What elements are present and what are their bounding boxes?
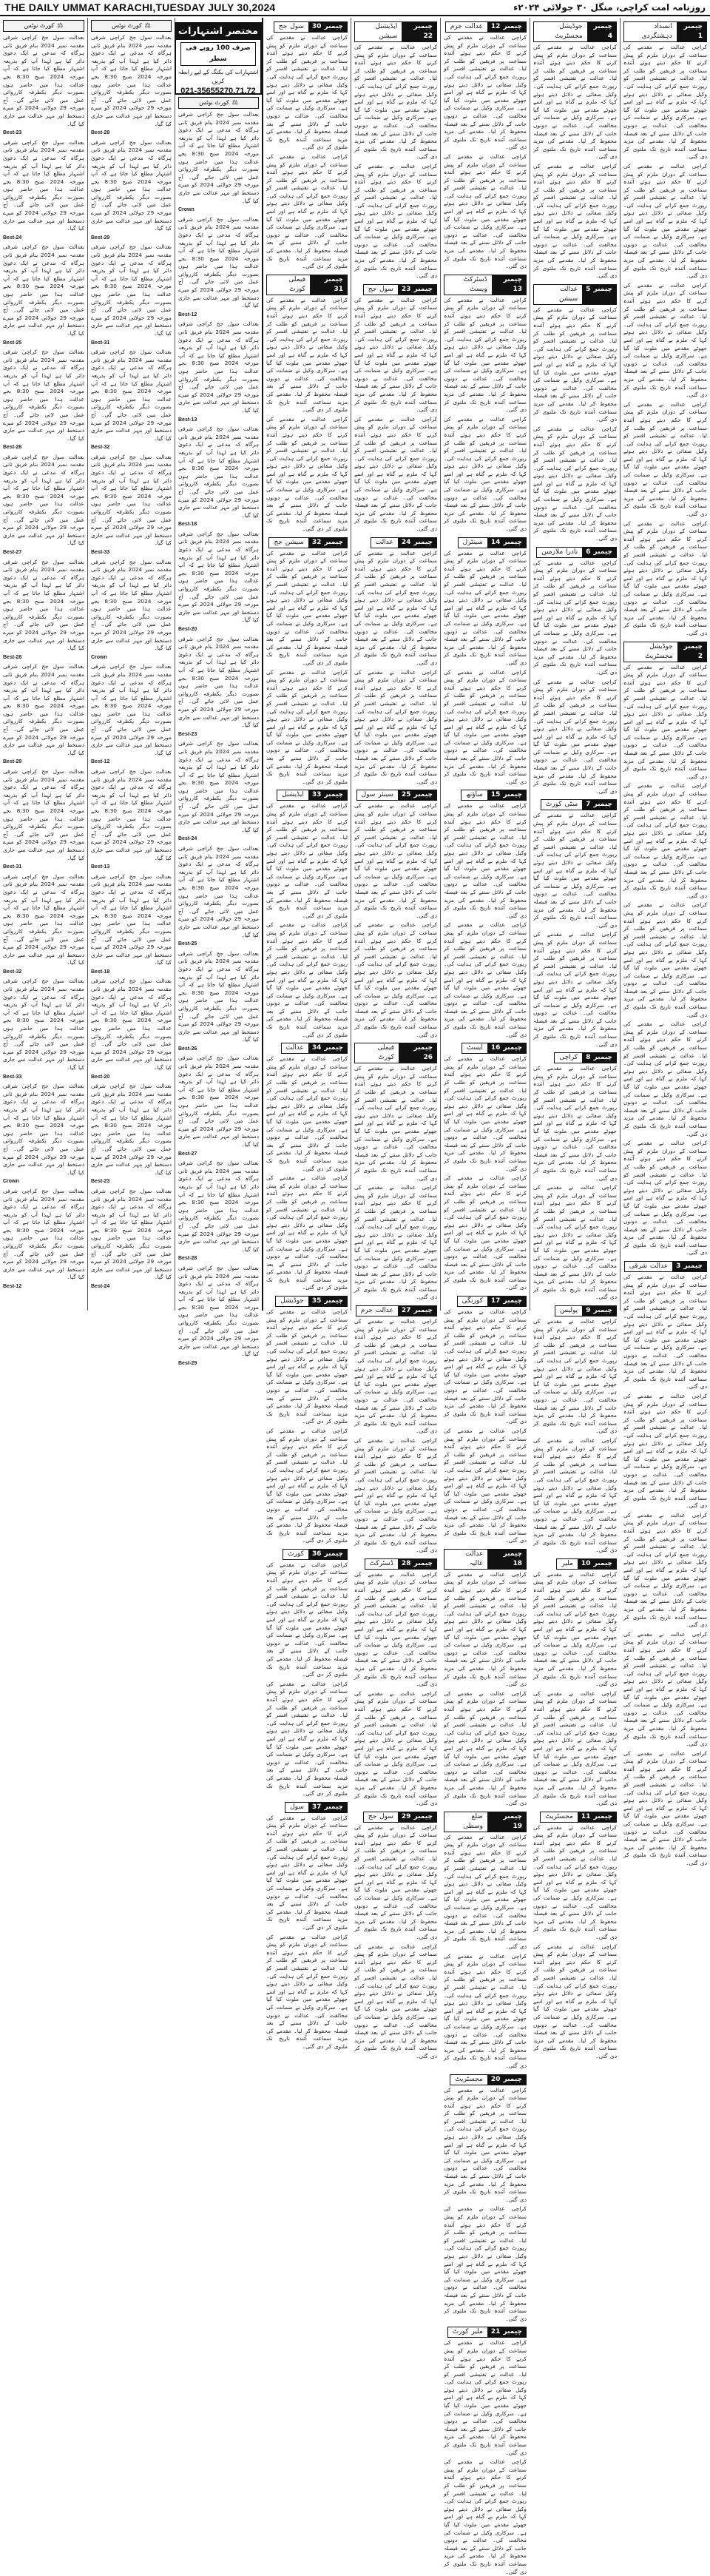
court-notice: بعدالت سول جج کراچی شرقی مقدمہ نمبر 2024 بنام فریق ثانی ہرگاہ کہ مدعی نے ایک دعویٰ دائر کیا ہے لہذا آپ کو بذریعہ اشتہار مطلع کیا جاتا ہے کہ آپ مورخہ 2024 صبح 8:30 بجے عدالت ہذا میں حاضر ہوں بصورت دیگر یکطرفہ کارروائی عمل میں لائی جائے گی۔ آج مورخہ 29 جولائی 2024 کو میرے دستخط اور مہر عدالت سے جاری کیا گیا۔ (91, 663, 172, 756)
chamber-number: چیمبر 30 (308, 22, 347, 32)
court-notice: بعدالت سول جج کراچی شرقی مقدمہ نمبر 2024 بنام فریق ثانی ہرگاہ کہ مدعی نے ایک دعویٰ دائر کیا ہے لہذا آپ کو بذریعہ اشتہار مطلع کیا جاتا ہے کہ آپ مورخہ 2024 صبح 8:30 بجے عدالت ہذا میں حاضر ہوں بصورت دیگر یکطرفہ کارروائی عمل میں لائی جائے گی۔ آج مورخہ 29 جولائی 2024 کو میرے دستخط اور مہر عدالت سے جاری کیا گیا۔ (91, 138, 172, 232)
chamber-title: سول جج (364, 285, 398, 295)
chamber-heading (444, 1549, 527, 1570)
chamber-title: ساؤتھ (462, 790, 487, 800)
chamber-title: انسداد دہشتگردی (624, 22, 677, 41)
gavel-icon: ⚖ (57, 22, 64, 30)
news-text (444, 19, 527, 2575)
article-paragraph: کراچی عدالت نے مقدمے کی سماعت کے دوران ملزم کو پیش کرنے کا حکم دیتے ہوئے آئندہ سماعت پر فریقین کو طلب کر لیا۔ عدالت نے تفتیشی افسر کو رپورٹ جمع کرانے کی ہدایت کی۔ وکیل صفائی نے دلائل دیتے ہوئے کہا کہ ملزم بے گناہ ہے اور اسے جھوٹے مقدمے میں ملوث کیا گیا ہے۔ سرکاری وکیل نے ضمانت کی مخالفت کی۔ عدالت نے دونوں جانب کے دلائل سننے کے بعد فیصلہ محفوظ کر لیا۔ مقدمے کی مزید سماعت آئندہ تاریخ تک ملتوی کر دی گئی۔ (623, 1511, 707, 1629)
chamber-heading (266, 275, 348, 295)
notice-code: Best-23 (178, 731, 197, 737)
notice-code: Best-13 (178, 417, 197, 423)
article-paragraph: کراچی عدالت نے مقدمے کی سماعت کے دوران ملزم کو پیش کرنے کا حکم دیتے ہوئے آئندہ سماعت پر فریقین کو طلب کر لیا۔ عدالت نے تفتیشی افسر کو رپورٹ جمع کرانے کی ہدایت کی۔ وکیل صفائی نے دلائل دیتے ہوئے کہا کہ ملزم بے گناہ ہے اور اسے جھوٹے مقدمے میں ملوث کیا گیا ہے۔ سرکاری وکیل نے ضمانت کی مخالفت کی۔ عدالت نے دونوں جانب کے دلائل سننے کے بعد فیصلہ محفوظ کر لیا۔ مقدمے کی مزید سماعت آئندہ تاریخ تک ملتوی کر دی گئی۔ (444, 1308, 527, 1425)
court-notice: بعدالت سول جج کراچی شرقی مقدمہ نمبر 2024 بنام فریق ثانی ہرگاہ کہ مدعی نے ایک دعویٰ دائر کیا ہے لہذا آپ کو بذریعہ اشتہار مطلع کیا جاتا ہے کہ آپ مورخہ 2024 صبح 8:30 بجے عدالت ہذا میں حاضر ہوں بصورت دیگر یکطرفہ کارروائی عمل میں لائی جائے گی۔ آج مورخہ 29 جولائی 2024 کو میرے دستخط اور مہر عدالت سے جاری کیا گیا۔ (91, 453, 172, 547)
court-notice: بعدالت سول جج کراچی شرقی مقدمہ نمبر 2024 بنام فریق ثانی ہرگاہ کہ مدعی نے ایک دعویٰ دائر کیا ہے لہذا آپ کو بذریعہ اشتہار مطلع کیا جاتا ہے کہ آپ مورخہ 2024 صبح 8:30 بجے عدالت ہذا میں حاضر ہوں بصورت دیگر یکطرفہ کارروائی عمل میں لائی جائے گی۔ آج مورخہ 29 جولائی 2024 کو میرے دستخط اور مہر عدالت سے جاری کیا گیا۔ (91, 872, 172, 966)
chamber-title: عدالت (371, 538, 398, 548)
court-notice: بعدالت سول جج کراچی شرقی مقدمہ نمبر 2024 بنام فریق ثانی ہرگاہ کہ مدعی نے ایک دعویٰ دائر کیا ہے لہذا آپ کو بذریعہ اشتہار مطلع کیا جاتا ہے کہ آپ مورخہ 2024 صبح 8:30 بجے عدالت ہذا میں حاضر ہوں بصورت دیگر یکطرفہ کارروائی عمل میں لائی جائے گی۔ آج مورخہ 29 جولائی 2024 کو میرے دستخط اور مہر عدالت سے جاری کیا گیا۔ (3, 243, 84, 337)
article-paragraph: کراچی عدالت نے مقدمے کی سماعت کے دوران ملزم کو پیش کرنے کا حکم دیتے ہوئے آئندہ سماعت پر فریقین کو طلب کر لیا۔ عدالت نے تفتیشی افسر کو رپورٹ جمع کرانے کی ہدایت کی۔ وکیل صفائی نے دلائل دیتے ہوئے کہا کہ ملزم بے گناہ ہے اور اسے جھوٹے مقدمے میں ملوث کیا گیا ہے۔ سرکاری وکیل نے ضمانت کی مخالفت کی۔ عدالت نے دونوں جانب کے دلائل سننے کے بعد فیصلہ محفوظ کر لیا۔ مقدمے کی مزید سماعت آئندہ تاریخ تک ملتوی کر دی گئی۔ (533, 1318, 617, 1435)
court-notice: بعدالت سول جج کراچی شرقی مقدمہ نمبر 2024 بنام فریق ثانی ہرگاہ کہ مدعی نے ایک دعویٰ دائر کیا ہے لہذا آپ کو بذریعہ اشتہار مطلع کیا جاتا ہے کہ آپ مورخہ 2024 صبح 8:30 بجے عدالت ہذا میں حاضر ہوں بصورت دیگر یکطرفہ کارروائی عمل میں لائی جائے گی۔ آج مورخہ 29 جولائی 2024 کو میرے دستخط اور مہر عدالت سے جاری کیا گیا۔ (178, 426, 260, 519)
court-notice: بعدالت سول جج کراچی شرقی مقدمہ نمبر 2024 بنام فریق ثانی ہرگاہ کہ مدعی نے ایک دعویٰ دائر کیا ہے لہذا آپ کو بذریعہ اشتہار مطلع کیا جاتا ہے کہ آپ مورخہ 2024 صبح 8:30 بجے عدالت ہذا میں حاضر ہوں بصورت دیگر یکطرفہ کارروائی عمل میں لائی جائے گی۔ آج مورخہ 29 جولائی 2024 کو میرے دستخط اور مہر عدالت سے جاری کیا گیا۔ (91, 558, 172, 652)
article-paragraph: کراچی عدالت نے مقدمے کی سماعت کے دوران ملزم کو پیش کرنے کا حکم دیتے ہوئے آئندہ سماعت پر فریقین کو طلب کر لیا۔ عدالت نے تفتیشی افسر کو رپورٹ جمع کرانے کی ہدایت کی۔ وکیل صفائی نے دلائل دیتے ہوئے کہا کہ ملزم بے گناہ ہے اور اسے جھوٹے مقدمے میں ملوث کیا گیا ہے۔ سرکاری وکیل نے ضمانت کی مخالفت کی۔ عدالت نے دونوں جانب کے دلائل سننے کے بعد فیصلہ محفوظ کر لیا۔ مقدمے کی مزید سماعت آئندہ تاریخ تک ملتوی کر دی گئی۔ (444, 2086, 527, 2203)
notice-code: Best-27 (178, 1151, 197, 1157)
chamber-title: فیملی کورٹ (267, 275, 310, 295)
article-paragraph: کراچی عدالت نے مقدمے کی سماعت کے دوران ملزم کو پیش کرنے کا حکم دیتے ہوئے آئندہ سماعت پر فریقین کو طلب کر لیا۔ عدالت نے تفتیشی افسر کو رپورٹ جمع کرانے کی ہدایت کی۔ وکیل صفائی نے دلائل دیتے ہوئے کہا کہ ملزم بے گناہ ہے اور اسے جھوٹے مقدمے میں ملوث کیا گیا ہے۔ سرکاری وکیل نے ضمانت کی مخالفت کی۔ عدالت نے دونوں جانب کے دلائل سننے کے بعد فیصلہ محفوظ کر لیا۔ مقدمے کی مزید سماعت آئندہ تاریخ تک ملتوی کر دی گئی۔ (266, 1308, 348, 1425)
court-notice: بعدالت سول جج کراچی شرقی مقدمہ نمبر 2024 بنام فریق ثانی ہرگاہ کہ مدعی نے ایک دعویٰ دائر کیا ہے لہذا آپ کو بذریعہ اشتہار مطلع کیا جاتا ہے کہ آپ مورخہ 2024 صبح 8:30 بجے عدالت ہذا میں حاضر ہوں بصورت دیگر یکطرفہ کارروائی عمل میں لائی جائے گی۔ آج مورخہ 29 جولائی 2024 کو میرے دستخط اور مہر عدالت سے جاری کیا گیا۔ (3, 34, 84, 127)
classified-ad-box (175, 22, 262, 95)
article-paragraph: کراچی عدالت نے مقدمے کی سماعت کے دوران ملزم کو پیش کرنے کا حکم دیتے ہوئے آئندہ سماعت پر فریقین کو طلب کر لیا۔ عدالت نے تفتیشی افسر کو رپورٹ جمع کرانے کی ہدایت کی۔ وکیل صفائی نے دلائل دیتے ہوئے کہا کہ ملزم بے گناہ ہے اور اسے جھوٹے مقدمے میں ملوث کیا گیا ہے۔ سرکاری وکیل نے ضمانت کی مخالفت کی۔ عدالت نے دونوں جانب کے دلائل سننے کے بعد فیصلہ محفوظ کر لیا۔ مقدمے کی مزید سماعت آئندہ تاریخ تک ملتوی کر دی گئی۔ (266, 549, 348, 666)
article-paragraph: کراچی عدالت نے مقدمے کی سماعت کے دوران ملزم کو پیش کرنے کا حکم دیتے ہوئے آئندہ سماعت پر فریقین کو طلب کر لیا۔ عدالت نے تفتیشی افسر کو رپورٹ جمع کرانے کی ہدایت کی۔ وکیل صفائی نے دلائل دیتے ہوئے کہا کہ ملزم بے گناہ ہے اور اسے جھوٹے مقدمے میں ملوث کیا گیا ہے۔ سرکاری وکیل نے ضمانت کی مخالفت کی۔ عدالت نے دونوں جانب کے دلائل سننے کے بعد فیصلہ محفوظ کر لیا۔ مقدمے کی مزید سماعت آئندہ تاریخ تک ملتوی کر دی گئی۔ (354, 1823, 437, 1940)
notice-code: Best-13 (91, 864, 110, 870)
article-paragraph: کراچی عدالت نے مقدمے کی سماعت کے دوران ملزم کو پیش کرنے کا حکم دیتے ہوئے آئندہ سماعت پر فریقین کو طلب کر لیا۔ عدالت نے تفتیشی افسر کو رپورٹ جمع کرانے کی ہدایت کی۔ وکیل صفائی نے دلائل دیتے ہوئے کہا کہ ملزم بے گناہ ہے اور اسے جھوٹے مقدمے میں ملوث کیا گیا ہے۔ سرکاری وکیل نے ضمانت کی مخالفت کی۔ عدالت نے دونوں جانب کے دلائل سننے کے بعد فیصلہ محفوظ کر لیا۔ مقدمے کی مزید سماعت آئندہ تاریخ تک ملتوی کر دی گئی۔ (266, 1933, 348, 2050)
chamber-heading (457, 1296, 527, 1307)
notice-column-2 (87, 18, 175, 1311)
court-notice-header: ⚖کورٹ نوٹس (178, 97, 259, 109)
chamber-title: سینٹرل (459, 538, 487, 548)
article-paragraph: کراچی عدالت نے مقدمے کی سماعت کے دوران ملزم کو پیش کرنے کا حکم دیتے ہوئے آئندہ سماعت پر فریقین کو طلب کر لیا۔ عدالت نے تفتیشی افسر کو رپورٹ جمع کرانے کی ہدایت کی۔ وکیل صفائی نے دلائل دیتے ہوئے کہا کہ ملزم بے گناہ ہے اور اسے جھوٹے مقدمے میں ملوث کیا گیا ہے۔ سرکاری وکیل نے ضمانت کی مخالفت کی۔ عدالت نے دونوں جانب کے دلائل سننے کے بعد فیصلہ محفوظ کر لیا۔ مقدمے کی مزید سماعت آئندہ تاریخ تک ملتوی کر دی گئی۔ (533, 1065, 617, 1182)
notice-code: Best-20 (178, 627, 197, 632)
notice-code: Best-32 (91, 445, 110, 451)
notice-code: Best-20 (91, 1074, 110, 1080)
chamber-title: سول جج (274, 22, 308, 32)
chamber-number: چیمبر 22 (402, 22, 436, 41)
news-text (623, 19, 707, 1866)
chamber-heading (458, 537, 527, 548)
chamber-number: چیمبر 15 (487, 790, 526, 800)
article-paragraph: کراچی عدالت نے مقدمے کی سماعت کے دوران ملزم کو پیش کرنے کا حکم دیتے ہوئے آئندہ سماعت پر فریقین کو طلب کر لیا۔ عدالت نے تفتیشی افسر کو رپورٹ جمع کرانے کی ہدایت کی۔ وکیل صفائی نے دلائل دیتے ہوئے کہا کہ ملزم بے گناہ ہے اور اسے جھوٹے مقدمے میں ملوث کیا گیا ہے۔ سرکاری وکیل نے ضمانت کی مخالفت کی۔ عدالت نے دونوں جانب کے دلائل سننے کے بعد فیصلہ محفوظ کر لیا۔ مقدمے کی مزید سماعت آئندہ تاریخ تک ملتوی کر دی گئی۔ (354, 1184, 437, 1301)
newspaper-page (0, 18, 710, 2575)
chamber-number: چیمبر 21 (487, 2327, 526, 2337)
classified-ad-rate: صرف 100 روپے فی سطر (180, 42, 256, 66)
court-notice: بعدالت سول جج کراچی شرقی مقدمہ نمبر 2024 بنام فریق ثانی ہرگاہ کہ مدعی نے ایک دعویٰ دائر کیا ہے لہذا آپ کو بذریعہ اشتہار مطلع کیا جاتا ہے کہ آپ مورخہ 2024 صبح 8:30 بجے عدالت ہذا میں حاضر ہوں بصورت دیگر یکطرفہ کارروائی عمل میں لائی جائے گی۔ آج مورخہ 29 جولائی 2024 کو میرے دستخط اور مہر عدالت سے جاری کیا گیا۔ (3, 872, 84, 966)
classified-ad-phone: 021-35655270,71,72 (180, 87, 256, 95)
article-paragraph: کراچی عدالت نے مقدمے کی سماعت کے دوران ملزم کو پیش کرنے کا حکم دیتے ہوئے آئندہ سماعت پر فریقین کو طلب کر لیا۔ عدالت نے تفتیشی افسر کو رپورٹ جمع کرانے کی ہدایت کی۔ وکیل صفائی نے دلائل دیتے ہوئے کہا کہ ملزم بے گناہ ہے اور اسے جھوٹے مقدمے میں ملوث کیا گیا ہے۔ سرکاری وکیل نے ضمانت کی مخالفت کی۔ عدالت نے دونوں جانب کے دلائل سننے کے بعد فیصلہ محفوظ کر لیا۔ مقدمے کی مزید سماعت آئندہ تاریخ تک ملتوی کر دی گئی۔ (354, 668, 437, 785)
notice-code: Best-27 (3, 550, 22, 555)
court-notice: بعدالت سول جج کراچی شرقی مقدمہ نمبر 2024 بنام فریق ثانی ہرگاہ کہ مدعی نے ایک دعویٰ دائر کیا ہے لہذا آپ کو بذریعہ اشتہار مطلع کیا جاتا ہے کہ آپ مورخہ 2024 صبح 8:30 بجے عدالت ہذا میں حاضر ہوں بصورت دیگر یکطرفہ کارروائی عمل میں لائی جائے گی۔ آج مورخہ 29 جولائی 2024 کو میرے دستخط اور مہر عدالت سے جاری کیا گیا۔ (178, 1160, 260, 1253)
court-notice-header: ⚖کورٹ نوٹس (91, 20, 172, 32)
court-notice: بعدالت سول جج کراچی شرقی مقدمہ نمبر 2024 بنام فریق ثانی ہرگاہ کہ مدعی نے ایک دعویٰ دائر کیا ہے لہذا آپ کو بذریعہ اشتہار مطلع کیا جاتا ہے کہ آپ مورخہ 2024 صبح 8:30 بجے عدالت ہذا میں حاضر ہوں بصورت دیگر یکطرفہ کارروائی عمل میں لائی جائے گی۔ آج مورخہ 29 جولائی 2024 کو میرے دستخط اور مہر عدالت سے جاری کیا گیا۔ (91, 1187, 172, 1281)
court-notice: بعدالت سول جج کراچی شرقی مقدمہ نمبر 2024 بنام فریق ثانی ہرگاہ کہ مدعی نے ایک دعویٰ دائر کیا ہے لہذا آپ کو بذریعہ اشتہار مطلع کیا جاتا ہے کہ آپ مورخہ 2024 صبح 8:30 بجے عدالت ہذا میں حاضر ہوں بصورت دیگر یکطرفہ کارروائی عمل میں لائی جائے گی۔ آج مورخہ 29 جولائی 2024 کو میرے دستخط اور مہر عدالت سے جاری کیا گیا۔ (91, 768, 172, 861)
article-paragraph: کراچی عدالت نے مقدمے کی سماعت کے دوران ملزم کو پیش کرنے کا حکم دیتے ہوئے آئندہ سماعت پر فریقین کو طلب کر لیا۔ عدالت نے تفتیشی افسر کو رپورٹ جمع کرانے کی ہدایت کی۔ وکیل صفائی نے دلائل دیتے ہوئے کہا کہ ملزم بے گناہ ہے اور اسے جھوٹے مقدمے میں ملوث کیا گیا ہے۔ سرکاری وکیل نے ضمانت کی مخالفت کی۔ عدالت نے دونوں جانب کے دلائل سننے کے بعد فیصلہ محفوظ کر لیا۔ مقدمے کی مزید سماعت آئندہ تاریخ تک ملتوی کر دی گئی۔ (623, 663, 707, 780)
chamber-heading (533, 284, 617, 305)
article-paragraph: کراچی عدالت نے مقدمے کی سماعت کے دوران ملزم کو پیش کرنے کا حکم دیتے ہوئے آئندہ سماعت پر فریقین کو طلب کر لیا۔ عدالت نے تفتیشی افسر کو رپورٹ جمع کرانے کی ہدایت کی۔ وکیل صفائی نے دلائل دیتے ہوئے کہا کہ ملزم بے گناہ ہے اور اسے جھوٹے مقدمے میں ملوث کیا گیا ہے۔ سرکاری وکیل نے ضمانت کی مخالفت کی۔ عدالت نے دونوں جانب کے دلائل سننے کے بعد فیصلہ محفوظ کر لیا۔ مقدمے کی مزید سماعت آئندہ تاریخ تک ملتوی کر دی گئی۔ (623, 1140, 707, 1257)
article-paragraph: کراچی عدالت نے مقدمے کی سماعت کے دوران ملزم کو پیش کرنے کا حکم دیتے ہوئے آئندہ سماعت پر فریقین کو طلب کر لیا۔ عدالت نے تفتیشی افسر کو رپورٹ جمع کرانے کی ہدایت کی۔ وکیل صفائی نے دلائل دیتے ہوئے کہا کہ ملزم بے گناہ ہے اور اسے جھوٹے مقدمے میں ملوث کیا گیا ہے۔ سرکاری وکیل نے ضمانت کی مخالفت کی۔ عدالت نے دونوں جانب کے دلائل سننے کے بعد فیصلہ محفوظ کر لیا۔ مقدمے کی مزید سماعت آئندہ تاریخ تک ملتوی کر دی گئی۔ (354, 1318, 437, 1435)
chamber-title: ملیر کورٹ (448, 2327, 487, 2337)
chamber-heading (285, 1802, 348, 1813)
notice-code: Best-32 (3, 969, 22, 975)
notice-text (178, 111, 259, 1401)
article-paragraph: کراچی عدالت نے مقدمے کی سماعت کے دوران ملزم کو پیش کرنے کا حکم دیتے ہوئے آئندہ سماعت پر فریقین کو طلب کر لیا۔ عدالت نے تفتیشی افسر کو رپورٹ جمع کرانے کی ہدایت کی۔ وکیل صفائی نے دلائل دیتے ہوئے کہا کہ ملزم بے گناہ ہے اور اسے جھوٹے مقدمے میں ملوث کیا گیا ہے۔ سرکاری وکیل نے ضمانت کی مخالفت کی۔ عدالت نے دونوں جانب کے دلائل سننے کے بعد فیصلہ محفوظ کر لیا۔ مقدمے کی مزید سماعت آئندہ تاریخ تک ملتوی کر دی گئی۔ (354, 802, 437, 919)
court-notice: بعدالت سول جج کراچی شرقی مقدمہ نمبر 2024 بنام فریق ثانی ہرگاہ کہ مدعی نے ایک دعویٰ دائر کیا ہے لہذا آپ کو بذریعہ اشتہار مطلع کیا جاتا ہے کہ آپ مورخہ 2024 صبح 8:30 بجے عدالت ہذا میں حاضر ہوں بصورت دیگر یکطرفہ کارروائی عمل میں لائی جائے گی۔ آج مورخہ 29 جولائی 2024 کو میرے دستخط اور مہر عدالت سے جاری کیا گیا۔ (178, 845, 260, 938)
article-paragraph: کراچی عدالت نے مقدمے کی سماعت کے دوران ملزم کو پیش کرنے کا حکم دیتے ہوئے آئندہ سماعت پر فریقین کو طلب کر لیا۔ عدالت نے تفتیشی افسر کو رپورٹ جمع کرانے کی ہدایت کی۔ وکیل صفائی نے دلائل دیتے ہوئے کہا کہ ملزم بے گناہ ہے اور اسے جھوٹے مقدمے میں ملوث کیا گیا ہے۔ سرکاری وکیل نے ضمانت کی مخالفت کی۔ عدالت نے دونوں جانب کے دلائل سننے کے بعد فیصلہ محفوظ کر لیا۔ مقدمے کی مزید سماعت آئندہ تاریخ تک ملتوی کر دی گئی۔ (444, 34, 527, 151)
chamber-title: ملیر (557, 1559, 577, 1569)
article-paragraph: کراچی عدالت نے مقدمے کی سماعت کے دوران ملزم کو پیش کرنے کا حکم دیتے ہوئے آئندہ سماعت پر فریقین کو طلب کر لیا۔ عدالت نے تفتیشی افسر کو رپورٹ جمع کرانے کی ہدایت کی۔ وکیل صفائی نے دلائل دیتے ہوئے کہا کہ ملزم بے گناہ ہے اور اسے جھوٹے مقدمے میں ملوث کیا گیا ہے۔ سرکاری وکیل نے ضمانت کی مخالفت کی۔ عدالت نے دونوں جانب کے دلائل سننے کے بعد فیصلہ محفوظ کر لیا۔ مقدمے کی مزید سماعت آئندہ تاریخ تک ملتوی کر دی گئی۔ (266, 1814, 348, 1931)
article-paragraph: کراچی عدالت نے مقدمے کی سماعت کے دوران ملزم کو پیش کرنے کا حکم دیتے ہوئے آئندہ سماعت پر فریقین کو طلب کر لیا۔ عدالت نے تفتیشی افسر کو رپورٹ جمع کرانے کی ہدایت کی۔ وکیل صفائی نے دلائل دیتے ہوئے کہا کہ ملزم بے گناہ ہے اور اسے جھوٹے مقدمے میں ملوث کیا گیا ہے۔ سرکاری وکیل نے ضمانت کی مخالفت کی۔ عدالت نے دونوں جانب کے دلائل سننے کے بعد فیصلہ محفوظ کر لیا۔ مقدمے کی مزید سماعت آئندہ تاریخ تک ملتوی کر دی گئی۔ (533, 1570, 617, 1688)
chamber-number: چیمبر 13 (492, 275, 526, 295)
article-paragraph: کراچی عدالت نے مقدمے کی سماعت کے دوران ملزم کو پیش کرنے کا حکم دیتے ہوئے آئندہ سماعت پر فریقین کو طلب کر لیا۔ عدالت نے تفتیشی افسر کو رپورٹ جمع کرانے کی ہدایت کی۔ وکیل صفائی نے دلائل دیتے ہوئے کہا کہ ملزم بے گناہ ہے اور اسے جھوٹے مقدمے میں ملوث کیا گیا ہے۔ سرکاری وکیل نے ضمانت کی مخالفت کی۔ عدالت نے دونوں جانب کے دلائل سننے کے بعد فیصلہ محفوظ کر لیا۔ مقدمے کی مزید سماعت آئندہ تاریخ تک ملتوی کر دی گئی۔ (623, 901, 707, 1018)
chamber-title: عدالت جرم (356, 1306, 398, 1316)
article-paragraph: کراچی عدالت نے مقدمے کی سماعت کے دوران ملزم کو پیش کرنے کا حکم دیتے ہوئے آئندہ سماعت پر فریقین کو طلب کر لیا۔ عدالت نے تفتیشی افسر کو رپورٹ جمع کرانے کی ہدایت کی۔ وکیل صفائی نے دلائل دیتے ہوئے کہا کہ ملزم بے گناہ ہے اور اسے جھوٹے مقدمے میں ملوث کیا گیا ہے۔ سرکاری وکیل نے ضمانت کی مخالفت کی۔ عدالت نے دونوں جانب کے دلائل سننے کے بعد فیصلہ محفوظ کر لیا۔ مقدمے کی مزید سماعت آئندہ تاریخ تک ملتوی کر دی گئی۔ (444, 1174, 527, 1291)
notice-code: Best-12 (178, 312, 197, 317)
article-paragraph: کراچی عدالت نے مقدمے کی سماعت کے دوران ملزم کو پیش کرنے کا حکم دیتے ہوئے آئندہ سماعت پر فریقین کو طلب کر لیا۔ عدالت نے تفتیشی افسر کو رپورٹ جمع کرانے کی ہدایت کی۔ وکیل صفائی نے دلائل دیتے ہوئے کہا کہ ملزم بے گناہ ہے اور اسے جھوٹے مقدمے میں ملوث کیا گیا ہے۔ سرکاری وکیل نے ضمانت کی مخالفت کی۔ عدالت نے دونوں جانب کے دلائل سننے کے بعد فیصلہ محفوظ کر لیا۔ مقدمے کی مزید سماعت آئندہ تاریخ تک ملتوی کر دی گئی۔ (444, 296, 527, 414)
chamber-heading (533, 21, 617, 42)
article-paragraph: کراچی عدالت نے مقدمے کی سماعت کے دوران ملزم کو پیش کرنے کا حکم دیتے ہوئے آئندہ سماعت پر فریقین کو طلب کر لیا۔ عدالت نے تفتیشی افسر کو رپورٹ جمع کرانے کی ہدایت کی۔ وکیل صفائی نے دلائل دیتے ہوئے کہا کہ ملزم بے گناہ ہے اور اسے جھوٹے مقدمے میں ملوث کیا گیا ہے۔ سرکاری وکیل نے ضمانت کی مخالفت کی۔ عدالت نے دونوں جانب کے دلائل سننے کے بعد فیصلہ محفوظ کر لیا۔ مقدمے کی مزید سماعت آئندہ تاریخ تک ملتوی کر دی گئی۔ (533, 162, 617, 280)
chamber-title: عدالت (282, 1043, 308, 1053)
notice-code: Best-12 (91, 759, 110, 765)
chamber-title: کورنگی (458, 1297, 487, 1306)
news-text (354, 19, 437, 2059)
article-paragraph: کراچی عدالت نے مقدمے کی سماعت کے دوران ملزم کو پیش کرنے کا حکم دیتے ہوئے آئندہ سماعت پر فریقین کو طلب کر لیا۔ عدالت نے تفتیشی افسر کو رپورٹ جمع کرانے کی ہدایت کی۔ وکیل صفائی نے دلائل دیتے ہوئے کہا کہ ملزم بے گناہ ہے اور اسے جھوٹے مقدمے میں ملوث کیا گیا ہے۔ سرکاری وکیل نے ضمانت کی مخالفت کی۔ عدالت نے دونوں جانب کے دلائل سننے کے بعد فیصلہ محفوظ کر لیا۔ مقدمے کی مزید سماعت آئندہ تاریخ تک ملتوی کر دی گئی۔ (533, 559, 617, 676)
court-notice: بعدالت سول جج کراچی شرقی مقدمہ نمبر 2024 بنام فریق ثانی ہرگاہ کہ مدعی نے ایک دعویٰ دائر کیا ہے لہذا آپ کو بذریعہ اشتہار مطلع کیا جاتا ہے کہ آپ مورخہ 2024 صبح 8:30 بجے عدالت ہذا میں حاضر ہوں بصورت دیگر یکطرفہ کارروائی عمل میں لائی جائے گی۔ آج مورخہ 29 جولائی 2024 کو میرے دستخط اور مہر عدالت سے جاری کیا گیا۔ (3, 349, 84, 442)
chamber-heading (445, 21, 527, 33)
court-notice: بعدالت سول جج کراچی شرقی مقدمہ نمبر 2024 بنام فریق ثانی ہرگاہ کہ مدعی نے ایک دعویٰ دائر کیا ہے لہذا آپ کو بذریعہ اشتہار مطلع کیا جاتا ہے کہ آپ مورخہ 2024 صبح 8:30 بجے عدالت ہذا میں حاضر ہوں بصورت دیگر یکطرفہ کارروائی عمل میں لائی جائے گی۔ آج مورخہ 29 جولائی 2024 کو میرے دستخط اور مہر عدالت سے جاری کیا گیا۔ (178, 949, 260, 1043)
chamber-number: چیمبر 18 (487, 1550, 526, 1569)
chamber-title: ضلع وسطی (444, 1812, 487, 1832)
notice-code: Best-25 (3, 340, 22, 346)
article-paragraph: کراچی عدالت نے مقدمے کی سماعت کے دوران ملزم کو پیش کرنے کا حکم دیتے ہوئے آئندہ سماعت پر فریقین کو طلب کر لیا۔ عدالت نے تفتیشی افسر کو رپورٹ جمع کرانے کی ہدایت کی۔ وکیل صفائی نے دلائل دیتے ہوئے کہا کہ ملزم بے گناہ ہے اور اسے جھوٹے مقدمے میں ملوث کیا گیا ہے۔ سرکاری وکیل نے ضمانت کی مخالفت کی۔ عدالت نے دونوں جانب کے دلائل سننے کے بعد فیصلہ محفوظ کر لیا۔ مقدمے کی مزید سماعت آئندہ تاریخ تک ملتوی کر دی گئی۔ (354, 162, 437, 280)
chamber-number: چیمبر 24 (398, 538, 436, 548)
chamber-heading (536, 547, 617, 558)
article-paragraph: کراچی عدالت نے مقدمے کی سماعت کے دوران ملزم کو پیش کرنے کا حکم دیتے ہوئے آئندہ سماعت پر فریقین کو طلب کر لیا۔ عدالت نے تفتیشی افسر کو رپورٹ جمع کرانے کی ہدایت کی۔ وکیل صفائی نے دلائل دیتے ہوئے کہا کہ ملزم بے گناہ ہے اور اسے جھوٹے مقدمے میں ملوث کیا گیا ہے۔ سرکاری وکیل نے ضمانت کی مخالفت کی۔ عدالت نے دونوں جانب کے دلائل سننے کے بعد فیصلہ محفوظ کر لیا۔ مقدمے کی مزید سماعت آئندہ تاریخ تک ملتوی کر دی گئی۔ (266, 34, 348, 151)
court-notice: بعدالت سول جج کراچی شرقی مقدمہ نمبر 2024 بنام فریق ثانی ہرگاہ کہ مدعی نے ایک دعویٰ دائر کیا ہے لہذا آپ کو بذریعہ اشتہار مطلع کیا جاتا ہے کہ آپ مورخہ 2024 صبح 8:30 بجے عدالت ہذا میں حاضر ہوں بصورت دیگر یکطرفہ کارروائی عمل میں لائی جائے گی۔ آج مورخہ 29 جولائی 2024 کو میرے دستخط اور مہر عدالت سے جاری کیا گیا۔ (178, 1055, 260, 1148)
notice-column-3 (175, 18, 262, 1367)
chamber-heading (554, 1052, 617, 1063)
chamber-number: چیمبر 16 (487, 1043, 526, 1053)
article-paragraph: کراچی عدالت نے مقدمے کی سماعت کے دوران ملزم کو پیش کرنے کا حکم دیتے ہوئے آئندہ سماعت پر فریقین کو طلب کر لیا۔ عدالت نے تفتیشی افسر کو رپورٹ جمع کرانے کی ہدایت کی۔ وکیل صفائی نے دلائل دیتے ہوئے کہا کہ ملزم بے گناہ ہے اور اسے جھوٹے مقدمے میں ملوث کیا گیا ہے۔ سرکاری وکیل نے ضمانت کی مخالفت کی۔ عدالت نے دونوں جانب کے دلائل سننے کے بعد فیصلہ محفوظ کر لیا۔ مقدمے کی مزید سماعت آئندہ تاریخ تک ملتوی کر دی گئی۔ (444, 802, 527, 919)
article-paragraph: کراچی عدالت نے مقدمے کی سماعت کے دوران ملزم کو پیش کرنے کا حکم دیتے ہوئے آئندہ سماعت پر فریقین کو طلب کر لیا۔ عدالت نے تفتیشی افسر کو رپورٹ جمع کرانے کی ہدایت کی۔ وکیل صفائی نے دلائل دیتے ہوئے کہا کہ ملزم بے گناہ ہے اور اسے جھوٹے مقدمے میں ملوث کیا گیا ہے۔ سرکاری وکیل نے ضمانت کی مخالفت کی۔ عدالت نے دونوں جانب کے دلائل سننے کے بعد فیصلہ محفوظ کر لیا۔ مقدمے کی مزید سماعت آئندہ تاریخ تک ملتوی کر دی گئی۔ (533, 678, 617, 795)
chamber-heading (461, 790, 527, 801)
article-paragraph: کراچی عدالت نے مقدمے کی سماعت کے دوران ملزم کو پیش کرنے کا حکم دیتے ہوئے آئندہ سماعت پر فریقین کو طلب کر لیا۔ عدالت نے تفتیشی افسر کو رپورٹ جمع کرانے کی ہدایت کی۔ وکیل صفائی نے دلائل دیتے ہوئے کہا کہ ملزم بے گناہ ہے اور اسے جھوٹے مقدمے میں ملوث کیا گیا ہے۔ سرکاری وکیل نے ضمانت کی مخالفت کی۔ عدالت نے دونوں جانب کے دلائل سننے کے بعد فیصلہ محفوظ کر لیا۔ مقدمے کی مزید سماعت آئندہ تاریخ تک ملتوی کر دی گئی۔ (533, 1823, 617, 1940)
court-notice: بعدالت سول جج کراچی شرقی مقدمہ نمبر 2024 بنام فریق ثانی ہرگاہ کہ مدعی نے ایک دعویٰ دائر کیا ہے لہذا آپ کو بذریعہ اشتہار مطلع کیا جاتا ہے کہ آپ مورخہ 2024 صبح 8:30 بجے عدالت ہذا میں حاضر ہوں بصورت دیگر یکطرفہ کارروائی عمل میں لائی جائے گی۔ آج مورخہ 29 جولائی 2024 کو میرے دستخط اور مہر عدالت سے جاری کیا گیا۔ (178, 111, 260, 204)
chamber-number: چیمبر 32 (308, 538, 347, 548)
article-paragraph: کراچی عدالت نے مقدمے کی سماعت کے دوران ملزم کو پیش کرنے کا حکم دیتے ہوئے آئندہ سماعت پر فریقین کو طلب کر لیا۔ عدالت نے تفتیشی افسر کو رپورٹ جمع کرانے کی ہدایت کی۔ وکیل صفائی نے دلائل دیتے ہوئے کہا کہ ملزم بے گناہ ہے اور اسے جھوٹے مقدمے میں ملوث کیا گیا ہے۔ سرکاری وکیل نے ضمانت کی مخالفت کی۔ عدالت نے دونوں جانب کے دلائل سننے کے بعد فیصلہ محفوظ کر لیا۔ مقدمے کی مزید سماعت آئندہ تاریخ تک ملتوی کر دی گئی۔ (444, 2458, 527, 2575)
article-paragraph: کراچی عدالت نے مقدمے کی سماعت کے دوران ملزم کو پیش کرنے کا حکم دیتے ہوئے آئندہ سماعت پر فریقین کو طلب کر لیا۔ عدالت نے تفتیشی افسر کو رپورٹ جمع کرانے کی ہدایت کی۔ وکیل صفائی نے دلائل دیتے ہوئے کہا کہ ملزم بے گناہ ہے اور اسے جھوٹے مقدمے میں ملوث کیا گیا ہے۔ سرکاری وکیل نے ضمانت کی مخالفت کی۔ عدالت نے دونوں جانب کے دلائل سننے کے بعد فیصلہ محفوظ کر لیا۔ مقدمے کی مزید سماعت آئندہ تاریخ تک ملتوی کر دی گئی۔ (444, 1427, 527, 1544)
chamber-number: چیمبر 28 (398, 1559, 436, 1569)
article-paragraph: کراچی عدالت نے مقدمے کی سماعت کے دوران ملزم کو پیش کرنے کا حکم دیتے ہوئے آئندہ سماعت پر فریقین کو طلب کر لیا۔ عدالت نے تفتیشی افسر کو رپورٹ جمع کرانے کی ہدایت کی۔ وکیل صفائی نے دلائل دیتے ہوئے کہا کہ ملزم بے گناہ ہے اور اسے جھوٹے مقدمے میں ملوث کیا گیا ہے۔ سرکاری وکیل نے ضمانت کی مخالفت کی۔ عدالت نے دونوں جانب کے دلائل سننے کے بعد فیصلہ محفوظ کر لیا۔ مقدمے کی مزید سماعت آئندہ تاریخ تک ملتوی کر دی گئی۔ (444, 152, 527, 270)
article-paragraph: کراچی عدالت نے مقدمے کی سماعت کے دوران ملزم کو پیش کرنے کا حکم دیتے ہوئے آئندہ سماعت پر فریقین کو طلب کر لیا۔ عدالت نے تفتیشی افسر کو رپورٹ جمع کرانے کی ہدایت کی۔ وکیل صفائی نے دلائل دیتے ہوئے کہا کہ ملزم بے گناہ ہے اور اسے جھوٹے مقدمے میں ملوث کیا گیا ہے۔ سرکاری وکیل نے ضمانت کی مخالفت کی۔ عدالت نے دونوں جانب کے دلائل سننے کے بعد فیصلہ محفوظ کر لیا۔ مقدمے کی مزید سماعت آئندہ تاریخ تک ملتوی کر دی گئی۔ (623, 1392, 707, 1510)
court-notice: بعدالت سول جج کراچی شرقی مقدمہ نمبر 2024 بنام فریق ثانی ہرگاہ کہ مدعی نے ایک دعویٰ دائر کیا ہے لہذا آپ کو بذریعہ اشتہار مطلع کیا جاتا ہے کہ آپ مورخہ 2024 صبح 8:30 بجے عدالت ہذا میں حاضر ہوں بصورت دیگر یکطرفہ کارروائی عمل میں لائی جائے گی۔ آج مورخہ 29 جولائی 2024 کو میرے دستخط اور مہر عدالت سے جاری کیا گیا۔ (178, 530, 260, 624)
chamber-title: کراچی (555, 1053, 582, 1063)
article-paragraph: کراچی عدالت نے مقدمے کی سماعت کے دوران ملزم کو پیش کرنے کا حکم دیتے ہوئے آئندہ سماعت پر فریقین کو طلب کر لیا۔ عدالت نے تفتیشی افسر کو رپورٹ جمع کرانے کی ہدایت کی۔ وکیل صفائی نے دلائل دیتے ہوئے کہا کہ ملزم بے گناہ ہے اور اسے جھوٹے مقدمے میں ملوث کیا گیا ہے۔ سرکاری وکیل نے ضمانت کی مخالفت کی۔ عدالت نے دونوں جانب کے دلائل سننے کے بعد فیصلہ محفوظ کر لیا۔ مقدمے کی مزید سماعت آئندہ تاریخ تک ملتوی کر دی گئی۔ (444, 668, 527, 785)
notice-code: Crown (3, 1179, 19, 1185)
chamber-number: چیمبر 34 (308, 1043, 347, 1053)
article-paragraph: کراچی عدالت نے مقدمے کی سماعت کے دوران ملزم کو پیش کرنے کا حکم دیتے ہوئے آئندہ سماعت پر فریقین کو طلب کر لیا۔ عدالت نے تفتیشی افسر کو رپورٹ جمع کرانے کی ہدایت کی۔ وکیل صفائی نے دلائل دیتے ہوئے کہا کہ ملزم بے گناہ ہے اور اسے جھوٹے مقدمے میں ملوث کیا گیا ہے۔ سرکاری وکیل نے ضمانت کی مخالفت کی۔ عدالت نے دونوں جانب کے دلائل سننے کے بعد فیصلہ محفوظ کر لیا۔ مقدمے کی مزید سماعت آئندہ تاریخ تک ملتوی کر دی گئی۔ (444, 1833, 527, 1950)
chamber-number: چیمبر 12 (487, 22, 526, 32)
chamber-number: چیمبر 10 (578, 1559, 616, 1569)
chamber-heading (541, 799, 617, 810)
article-paragraph: کراچی عدالت نے مقدمے کی سماعت کے دوران ملزم کو پیش کرنے کا حکم دیتے ہوئے آئندہ سماعت پر فریقین کو طلب کر لیا۔ عدالت نے تفتیشی افسر کو رپورٹ جمع کرانے کی ہدایت کی۔ وکیل صفائی نے دلائل دیتے ہوئے کہا کہ ملزم بے گناہ ہے اور اسے جھوٹے مقدمے میں ملوث کیا گیا ہے۔ سرکاری وکیل نے ضمانت کی مخالفت کی۔ عدالت نے دونوں جانب کے دلائل سننے کے بعد فیصلہ محفوظ کر لیا۔ مقدمے کی مزید سماعت آئندہ تاریخ تک ملتوی کر دی گئی۔ (623, 1274, 707, 1390)
article-paragraph: کراچی عدالت نے مقدمے کی سماعت کے دوران ملزم کو پیش کرنے کا حکم دیتے ہوئے آئندہ سماعت پر فریقین کو طلب کر لیا۔ عدالت نے تفتیشی افسر کو رپورٹ جمع کرانے کی ہدایت کی۔ وکیل صفائی نے دلائل دیتے ہوئے کہا کہ ملزم بے گناہ ہے اور اسے جھوٹے مقدمے میں ملوث کیا گیا ہے۔ سرکاری وکیل نے ضمانت کی مخالفت کی۔ عدالت نے دونوں جانب کے دلائل سننے کے بعد فیصلہ محفوظ کر لیا۔ مقدمے کی مزید سماعت آئندہ تاریخ تک ملتوی کر دی گئی۔ (533, 306, 617, 423)
classified-ad-booking: اشتہارات کی بکنگ کے لیے رابطہ کریں (178, 69, 259, 84)
notice-code: Best-24 (3, 235, 22, 241)
article-paragraph: کراچی عدالت نے مقدمے کی سماعت کے دوران ملزم کو پیش کرنے کا حکم دیتے ہوئے آئندہ سماعت پر فریقین کو طلب کر لیا۔ عدالت نے تفتیشی افسر کو رپورٹ جمع کرانے کی ہدایت کی۔ وکیل صفائی نے دلائل دیتے ہوئے کہا کہ ملزم بے گناہ ہے اور اسے جھوٹے مقدمے میں ملوث کیا گیا ہے۔ سرکاری وکیل نے ضمانت کی مخالفت کی۔ عدالت نے دونوں جانب کے دلائل سننے کے بعد فیصلہ محفوظ کر لیا۔ مقدمے کی مزید سماعت آئندہ تاریخ تک ملتوی کر دی گئی۔ (266, 1174, 348, 1291)
chamber-title: عدالت سیشن (534, 285, 582, 304)
court-notice: بعدالت سول جج کراچی شرقی مقدمہ نمبر 2024 بنام فریق ثانی ہرگاہ کہ مدعی نے ایک دعویٰ دائر کیا ہے لہذا آپ کو بذریعہ اشتہار مطلع کیا جاتا ہے کہ آپ مورخہ 2024 صبح 8:30 بجے عدالت ہذا میں حاضر ہوں بصورت دیگر یکطرفہ کارروائی عمل میں لائی جائے گی۔ آج مورخہ 29 جولائی 2024 کو میرے دستخط اور مہر عدالت سے جاری کیا گیا۔ (3, 138, 84, 232)
chamber-number: چیمبر 14 (487, 538, 526, 548)
news-column-3 (440, 18, 530, 2575)
chamber-title: سیشن جج (269, 538, 308, 548)
chamber-number: چیمبر 27 (398, 1306, 436, 1316)
chamber-number: چیمبر 11 (578, 1812, 616, 1822)
court-notice: بعدالت سول جج کراچی شرقی مقدمہ نمبر 2024 بنام فریق ثانی ہرگاہ کہ مدعی نے ایک دعویٰ دائر کیا ہے لہذا آپ کو بذریعہ اشتہار مطلع کیا جاتا ہے کہ آپ مورخہ 2024 صبح 8:30 بجے عدالت ہذا میں حاضر ہوں بصورت دیگر یکطرفہ کارروائی عمل میں لائی جائے گی۔ آج مورخہ 29 جولائی 2024 کو میرے دستخط اور مہر عدالت سے جاری کیا گیا۔ (3, 558, 84, 652)
chamber-heading (354, 1043, 437, 1063)
article-paragraph: کراچی عدالت نے مقدمے کی سماعت کے دوران ملزم کو پیش کرنے کا حکم دیتے ہوئے آئندہ سماعت پر فریقین کو طلب کر لیا۔ عدالت نے تفتیشی افسر کو رپورٹ جمع کرانے کی ہدایت کی۔ وکیل صفائی نے دلائل دیتے ہوئے کہا کہ ملزم بے گناہ ہے اور اسے جھوٹے مقدمے میں ملوث کیا گیا ہے۔ سرکاری وکیل نے ضمانت کی مخالفت کی۔ عدالت نے دونوں جانب کے دلائل سننے کے بعد فیصلہ محفوظ کر لیا۔ مقدمے کی مزید سماعت آئندہ تاریخ تک ملتوی کر دی گئی۔ (354, 415, 437, 533)
chamber-heading (268, 537, 348, 548)
chamber-number: چیمبر 31 (310, 275, 347, 295)
news-column-2 (530, 18, 620, 2059)
notice-code: Best-29 (178, 1361, 197, 1367)
article-paragraph: کراچی عدالت نے مقدمے کی سماعت کے دوران ملزم کو پیش کرنے کا حکم دیتے ہوئے آئندہ سماعت پر فریقین کو طلب کر لیا۔ عدالت نے تفتیشی افسر کو رپورٹ جمع کرانے کی ہدایت کی۔ وکیل صفائی نے دلائل دیتے ہوئے کہا کہ ملزم بے گناہ ہے اور اسے جھوٹے مقدمے میں ملوث کیا گیا ہے۔ سرکاری وکیل نے ضمانت کی مخالفت کی۔ عدالت نے دونوں جانب کے دلائل سننے کے بعد فیصلہ محفوظ کر لیا۔ مقدمے کی مزید سماعت آئندہ تاریخ تک ملتوی کر دی گئی۔ (533, 44, 617, 161)
notice-code: Best-31 (3, 864, 22, 870)
notice-code: Best-28 (3, 654, 22, 660)
masthead (0, 0, 710, 16)
article-paragraph: کراچی عدالت نے مقدمے کی سماعت کے دوران ملزم کو پیش کرنے کا حکم دیتے ہوئے آئندہ سماعت پر فریقین کو طلب کر لیا۔ عدالت نے تفتیشی افسر کو رپورٹ جمع کرانے کی ہدایت کی۔ وکیل صفائی نے دلائل دیتے ہوئے کہا کہ ملزم بے گناہ ہے اور اسے جھوٹے مقدمے میں ملوث کیا گیا ہے۔ سرکاری وکیل نے ضمانت کی مخالفت کی۔ عدالت نے دونوں جانب کے دلائل سننے کے بعد فیصلہ محفوظ کر لیا۔ مقدمے کی مزید سماعت آئندہ تاریخ تک ملتوی کر دی گئی۔ (354, 1689, 437, 1807)
gavel-icon: ⚖ (144, 22, 151, 30)
court-notice: بعدالت سول جج کراچی شرقی مقدمہ نمبر 2024 بنام فریق ثانی ہرگاہ کہ مدعی نے ایک دعویٰ دائر کیا ہے لہذا آپ کو بذریعہ اشتہار مطلع کیا جاتا ہے کہ آپ مورخہ 2024 صبح 8:30 بجے عدالت ہذا میں حاضر ہوں بصورت دیگر یکطرفہ کارروائی عمل میں لائی جائے گی۔ آج مورخہ 29 جولائی 2024 کو میرے دستخط اور مہر عدالت سے جاری کیا گیا۔ (91, 34, 172, 127)
chamber-heading (556, 1558, 617, 1570)
notice-code: Best-18 (178, 522, 197, 528)
notice-code: Best-12 (3, 1284, 22, 1290)
chamber-title: فیملی کورٹ (355, 1043, 399, 1063)
chamber-heading (363, 1812, 437, 1823)
article-paragraph: کراچی عدالت نے مقدمے کی سماعت کے دوران ملزم کو پیش کرنے کا حکم دیتے ہوئے آئندہ سماعت پر فریقین کو طلب کر لیا۔ عدالت نے تفتیشی افسر کو رپورٹ جمع کرانے کی ہدایت کی۔ وکیل صفائی نے دلائل دیتے ہوئے کہا کہ ملزم بے گناہ ہے اور اسے جھوٹے مقدمے میں ملوث کیا گیا ہے۔ سرکاری وکیل نے ضمانت کی مخالفت کی۔ عدالت نے دونوں جانب کے دلائل سننے کے بعد فیصلہ محفوظ کر لیا۔ مقدمے کی مزید سماعت آئندہ تاریخ تک ملتوی کر دی گئی۔ (266, 152, 348, 270)
article-paragraph: کراچی عدالت نے مقدمے کی سماعت کے دوران ملزم کو پیش کرنے کا حکم دیتے ہوئے آئندہ سماعت پر فریقین کو طلب کر لیا۔ عدالت نے تفتیشی افسر کو رپورٹ جمع کرانے کی ہدایت کی۔ وکیل صفائی نے دلائل دیتے ہوئے کہا کہ ملزم بے گناہ ہے اور اسے جھوٹے مقدمے میں ملوث کیا گیا ہے۔ سرکاری وکیل نے ضمانت کی مخالفت کی۔ عدالت نے دونوں جانب کے دلائل سننے کے بعد فیصلہ محفوظ کر لیا۔ مقدمے کی مزید سماعت آئندہ تاریخ تک ملتوی کر دی گئی۔ (623, 162, 707, 280)
chamber-title: جوڈیشل مجسٹریٹ (534, 22, 587, 41)
article-paragraph: کراچی عدالت نے مقدمے کی سماعت کے دوران ملزم کو پیش کرنے کا حکم دیتے ہوئے آئندہ سماعت پر فریقین کو طلب کر لیا۔ عدالت نے تفتیشی افسر کو رپورٹ جمع کرانے کی ہدایت کی۔ وکیل صفائی نے دلائل دیتے ہوئے کہا کہ ملزم بے گناہ ہے اور اسے جھوٹے مقدمے میں ملوث کیا گیا ہے۔ سرکاری وکیل نے ضمانت کی مخالفت کی۔ عدالت نے دونوں جانب کے دلائل سننے کے بعد فیصلہ محفوظ کر لیا۔ مقدمے کی مزید سماعت آئندہ تاریخ تک ملتوی کر دی گئی۔ (354, 1570, 437, 1688)
article-paragraph: کراچی عدالت نے مقدمے کی سماعت کے دوران ملزم کو پیش کرنے کا حکم دیتے ہوئے آئندہ سماعت پر فریقین کو طلب کر لیا۔ عدالت نے تفتیشی افسر کو رپورٹ جمع کرانے کی ہدایت کی۔ وکیل صفائی نے دلائل دیتے ہوئے کہا کہ ملزم بے گناہ ہے اور اسے جھوٹے مقدمے میں ملوث کیا گیا ہے۔ سرکاری وکیل نے ضمانت کی مخالفت کی۔ عدالت نے دونوں جانب کے دلائل سننے کے بعد فیصلہ محفوظ کر لیا۔ مقدمے کی مزید سماعت آئندہ تاریخ تک ملتوی کر دی گئی۔ (354, 921, 437, 1038)
chamber-number: چیمبر 26 (399, 1043, 436, 1063)
article-paragraph: کراچی عدالت نے مقدمے کی سماعت کے دوران ملزم کو پیش کرنے کا حکم دیتے ہوئے آئندہ سماعت پر فریقین کو طلب کر لیا۔ عدالت نے تفتیشی افسر کو رپورٹ جمع کرانے کی ہدایت کی۔ وکیل صفائی نے دلائل دیتے ہوئے کہا کہ ملزم بے گناہ ہے اور اسے جھوٹے مقدمے میں ملوث کیا گیا ہے۔ سرکاری وکیل نے ضمانت کی مخالفت کی۔ عدالت نے دونوں جانب کے دلائل سننے کے بعد فیصلہ محفوظ کر لیا۔ مقدمے کی مزید سماعت آئندہ تاریخ تک ملتوی کر دی گئی۔ (623, 1749, 707, 1866)
article-paragraph: کراچی عدالت نے مقدمے کی سماعت کے دوران ملزم کو پیش کرنے کا حکم دیتے ہوئے آئندہ سماعت پر فریقین کو طلب کر لیا۔ عدالت نے تفتیشی افسر کو رپورٹ جمع کرانے کی ہدایت کی۔ وکیل صفائی نے دلائل دیتے ہوئے کہا کہ ملزم بے گناہ ہے اور اسے جھوٹے مقدمے میں ملوث کیا گیا ہے۔ سرکاری وکیل نے ضمانت کی مخالفت کی۔ عدالت نے دونوں جانب کے دلائل سننے کے بعد فیصلہ محفوظ کر لیا۔ مقدمے کی مزید سماعت آئندہ تاریخ تک ملتوی کر دی گئی۔ (266, 415, 348, 533)
notice-code: Best-33 (3, 1074, 22, 1080)
chamber-number: چیمبر 33 (308, 790, 347, 800)
court-notice: بعدالت سول جج کراچی شرقی مقدمہ نمبر 2024 بنام فریق ثانی ہرگاہ کہ مدعی نے ایک دعویٰ دائر کیا ہے لہذا آپ کو بذریعہ اشتہار مطلع کیا جاتا ہے کہ آپ مورخہ 2024 صبح 8:30 بجے عدالت ہذا میں حاضر ہوں بصورت دیگر یکطرفہ کارروائی عمل میں لائی جائے گی۔ آج مورخہ 29 جولائی 2024 کو میرے دستخط اور مہر عدالت سے جاری کیا گیا۔ (3, 453, 84, 547)
article-paragraph: کراچی عدالت نے مقدمے کی سماعت کے دوران ملزم کو پیش کرنے کا حکم دیتے ہوئے آئندہ سماعت پر فریقین کو طلب کر لیا۔ عدالت نے تفتیشی افسر کو رپورٹ جمع کرانے کی ہدایت کی۔ وکیل صفائی نے دلائل دیتے ہوئے کہا کہ ملزم بے گناہ ہے اور اسے جھوٹے مقدمے میں ملوث کیا گیا ہے۔ سرکاری وکیل نے ضمانت کی مخالفت کی۔ عدالت نے دونوں جانب کے دلائل سننے کے بعد فیصلہ محفوظ کر لیا۔ مقدمے کی مزید سماعت آئندہ تاریخ تک ملتوی کر دی گئی۔ (623, 1630, 707, 1748)
chamber-heading (450, 2074, 527, 2085)
notice-code: Best-29 (91, 235, 110, 241)
notice-text (91, 34, 172, 1324)
court-notice: بعدالت سول جج کراچی شرقی مقدمہ نمبر 2024 بنام فریق ثانی ہرگاہ کہ مدعی نے ایک دعویٰ دائر کیا ہے لہذا آپ کو بذریعہ اشتہار مطلع کیا جاتا ہے کہ آپ مورخہ 2024 صبح 8:30 بجے عدالت ہذا میں حاضر ہوں بصورت دیگر یکطرفہ کارروائی عمل میں لائی جائے گی۔ آج مورخہ 29 جولائی 2024 کو میرے دستخط اور مہر عدالت سے جاری کیا گیا۔ (178, 740, 260, 833)
article-paragraph: کراچی عدالت نے مقدمے کی سماعت کے دوران ملزم کو پیش کرنے کا حکم دیتے ہوئے آئندہ سماعت پر فریقین کو طلب کر لیا۔ عدالت نے تفتیشی افسر کو رپورٹ جمع کرانے کی ہدایت کی۔ وکیل صفائی نے دلائل دیتے ہوئے کہا کہ ملزم بے گناہ ہے اور اسے جھوٹے مقدمے میں ملوث کیا گیا ہے۔ سرکاری وکیل نے ضمانت کی مخالفت کی۔ عدالت نے دونوں جانب کے دلائل سننے کے بعد فیصلہ محفوظ کر لیا۔ مقدمے کی مزید سماعت آئندہ تاریخ تک ملتوی کر دی گئی۔ (533, 1943, 617, 2059)
chamber-number: چیمبر 35 (308, 1297, 347, 1306)
court-notice: بعدالت سول جج کراچی شرقی مقدمہ نمبر 2024 بنام فریق ثانی ہرگاہ کہ مدعی نے ایک دعویٰ دائر کیا ہے لہذا آپ کو بذریعہ اشتہار مطلع کیا جاتا ہے کہ آپ مورخہ 2024 صبح 8:30 بجے عدالت ہذا میں حاضر ہوں بصورت دیگر یکطرفہ کارروائی عمل میں لائی جائے گی۔ آج مورخہ 29 جولائی 2024 کو میرے دستخط اور مہر عدالت سے جاری کیا گیا۔ (3, 663, 84, 756)
chamber-number: چیمبر 6 (582, 548, 616, 557)
chamber-heading (277, 790, 348, 801)
article-paragraph: کراچی عدالت نے مقدمے کی سماعت کے دوران ملزم کو پیش کرنے کا حکم دیتے ہوئے آئندہ سماعت پر فریقین کو طلب کر لیا۔ عدالت نے تفتیشی افسر کو رپورٹ جمع کرانے کی ہدایت کی۔ وکیل صفائی نے دلائل دیتے ہوئے کہا کہ ملزم بے گناہ ہے اور اسے جھوٹے مقدمے میں ملوث کیا گیا ہے۔ سرکاری وکیل نے ضمانت کی مخالفت کی۔ عدالت نے دونوں جانب کے دلائل سننے کے بعد فیصلہ محفوظ کر لیا۔ مقدمے کی مزید سماعت آئندہ تاریخ تک ملتوی کر دی گئی۔ (533, 1436, 617, 1554)
article-paragraph: کراچی عدالت نے مقدمے کی سماعت کے دوران ملزم کو پیش کرنے کا حکم دیتے ہوئے آئندہ سماعت پر فریقین کو طلب کر لیا۔ عدالت نے تفتیشی افسر کو رپورٹ جمع کرانے کی ہدایت کی۔ وکیل صفائی نے دلائل دیتے ہوئے کہا کہ ملزم بے گناہ ہے اور اسے جھوٹے مقدمے میں ملوث کیا گیا ہے۔ سرکاری وکیل نے ضمانت کی مخالفت کی۔ عدالت نے دونوں جانب کے دلائل سننے کے بعد فیصلہ محفوظ کر لیا۔ مقدمے کی مزید سماعت آئندہ تاریخ تک ملتوی کر دی گئی۔ (533, 1689, 617, 1807)
chamber-title: عدالت عالیہ (444, 1550, 487, 1569)
court-notice: بعدالت سول جج کراچی شرقی مقدمہ نمبر 2024 بنام فریق ثانی ہرگاہ کہ مدعی نے ایک دعویٰ دائر کیا ہے لہذا آپ کو بذریعہ اشتہار مطلع کیا جاتا ہے کہ آپ مورخہ 2024 صبح 8:30 بجے عدالت ہذا میں حاضر ہوں بصورت دیگر یکطرفہ کارروائی عمل میں لائی جائے گی۔ آج مورخہ 29 جولائی 2024 کو میرے دستخط اور مہر عدالت سے جاری کیا گیا۔ (3, 1083, 84, 1176)
newspaper-title-english: THE DAILY UMMAT KARACHI,TUESDAY JULY 30,2024 (4, 1, 276, 13)
article-paragraph: کراچی عدالت نے مقدمے کی سماعت کے دوران ملزم کو پیش کرنے کا حکم دیتے ہوئے آئندہ سماعت پر فریقین کو طلب کر لیا۔ عدالت نے تفتیشی افسر کو رپورٹ جمع کرانے کی ہدایت کی۔ وکیل صفائی نے دلائل دیتے ہوئے کہا کہ ملزم بے گناہ ہے اور اسے جھوٹے مقدمے میں ملوث کیا گیا ہے۔ سرکاری وکیل نے ضمانت کی مخالفت کی۔ عدالت نے دونوں جانب کے دلائل سننے کے بعد فیصلہ محفوظ کر لیا۔ مقدمے کی مزید سماعت آئندہ تاریخ تک ملتوی کر دی گئی۔ (266, 1427, 348, 1544)
chamber-title: جوڈیشل مجسٹریٹ (624, 642, 677, 662)
notice-code: Best-23 (91, 1179, 110, 1185)
chamber-heading (623, 21, 707, 42)
news-column-5 (262, 18, 351, 2050)
newspaper-title-urdu: روزنامہ امت کراچی، منگل ۳۰ جولائی ۲۰۲۴ء (513, 2, 706, 13)
article-paragraph: کراچی عدالت نے مقدمے کی سماعت کے دوران ملزم کو پیش کرنے کا حکم دیتے ہوئے آئندہ سماعت پر فریقین کو طلب کر لیا۔ عدالت نے تفتیشی افسر کو رپورٹ جمع کرانے کی ہدایت کی۔ وکیل صفائی نے دلائل دیتے ہوئے کہا کہ ملزم بے گناہ ہے اور اسے جھوٹے مقدمے میں ملوث کیا گیا ہے۔ سرکاری وکیل نے ضمانت کی مخالفت کی۔ عدالت نے دونوں جانب کے دلائل سننے کے بعد فیصلہ محفوظ کر لیا۔ مقدمے کی مزید سماعت آئندہ تاریخ تک ملتوی کر دی گئی۔ (444, 549, 527, 666)
court-notice-header: ⚖کورٹ نوٹس (3, 20, 84, 32)
article-paragraph: کراچی عدالت نے مقدمے کی سماعت کے دوران ملزم کو پیش کرنے کا حکم دیتے ہوئے آئندہ سماعت پر فریقین کو طلب کر لیا۔ عدالت نے تفتیشی افسر کو رپورٹ جمع کرانے کی ہدایت کی۔ وکیل صفائی نے دلائل دیتے ہوئے کہا کہ ملزم بے گناہ ہے اور اسے جھوٹے مقدمے میں ملوث کیا گیا ہے۔ سرکاری وکیل نے ضمانت کی مخالفت کی۔ عدالت نے دونوں جانب کے دلائل سننے کے بعد فیصلہ محفوظ کر لیا۔ مقدمے کی مزید سماعت آئندہ تاریخ تک ملتوی کر دی گئی۔ (444, 415, 527, 533)
chamber-heading (354, 21, 437, 42)
notice-code: Best-23 (3, 130, 22, 136)
news-column-1 (620, 18, 710, 1866)
chamber-number: چیمبر 4 (587, 22, 616, 41)
news-column-4 (351, 18, 440, 2059)
chamber-heading (444, 1812, 527, 1832)
chamber-heading (275, 1296, 348, 1307)
chamber-title: عدالت جرم (446, 22, 487, 32)
chamber-number: چیمبر 25 (398, 790, 436, 800)
chamber-title: سٹی کورٹ (541, 800, 582, 810)
chamber-number: چیمبر 2 (677, 642, 706, 662)
article-paragraph: کراچی عدالت نے مقدمے کی سماعت کے دوران ملزم کو پیش کرنے کا حکم دیتے ہوئے آئندہ سماعت پر فریقین کو طلب کر لیا۔ عدالت نے تفتیشی افسر کو رپورٹ جمع کرانے کی ہدایت کی۔ وکیل صفائی نے دلائل دیتے ہوئے کہا کہ ملزم بے گناہ ہے اور اسے جھوٹے مقدمے میں ملوث کیا گیا ہے۔ سرکاری وکیل نے ضمانت کی مخالفت کی۔ عدالت نے دونوں جانب کے دلائل سننے کے بعد فیصلہ محفوظ کر لیا۔ مقدمے کی مزید سماعت آئندہ تاریخ تک ملتوی کر دی گئی۔ (623, 782, 707, 899)
notice-text (3, 34, 84, 1324)
chamber-title: سول (285, 1803, 308, 1812)
article-paragraph: کراچی عدالت نے مقدمے کی سماعت کے دوران ملزم کو پیش کرنے کا حکم دیتے ہوئے آئندہ سماعت پر فریقین کو طلب کر لیا۔ عدالت نے تفتیشی افسر کو رپورٹ جمع کرانے کی ہدایت کی۔ وکیل صفائی نے دلائل دیتے ہوئے کہا کہ ملزم بے گناہ ہے اور اسے جھوٹے مقدمے میں ملوث کیا گیا ہے۔ سرکاری وکیل نے ضمانت کی مخالفت کی۔ عدالت نے دونوں جانب کے دلائل سننے کے بعد فیصلہ محفوظ کر لیا۔ مقدمے کی مزید سماعت آئندہ تاریخ تک ملتوی کر دی گئی۔ (623, 400, 707, 518)
chamber-title: ڈسٹرکٹ ویسٹ (444, 275, 492, 295)
notice-code: Best-26 (3, 445, 22, 451)
chamber-title: سول جج (364, 1812, 398, 1822)
chamber-number: چیمبر 7 (582, 800, 616, 810)
notice-code: Best-24 (91, 1284, 110, 1290)
chamber-heading (274, 21, 348, 33)
chamber-title: کورٹ (283, 1550, 308, 1559)
court-notice: بعدالت سول جج کراچی شرقی مقدمہ نمبر 2024 بنام فریق ثانی ہرگاہ کہ مدعی نے ایک دعویٰ دائر کیا ہے لہذا آپ کو بذریعہ اشتہار مطلع کیا جاتا ہے کہ آپ مورخہ 2024 صبح 8:30 بجے عدالت ہذا میں حاضر ہوں بصورت دیگر یکطرفہ کارروائی عمل میں لائی جائے گی۔ آج مورخہ 29 جولائی 2024 کو میرے دستخط اور مہر عدالت سے جاری کیا گیا۔ (91, 1083, 172, 1176)
chamber-heading (283, 1549, 348, 1560)
article-paragraph: کراچی عدالت نے مقدمے کی سماعت کے دوران ملزم کو پیش کرنے کا حکم دیتے ہوئے آئندہ سماعت پر فریقین کو طلب کر لیا۔ عدالت نے تفتیشی افسر کو رپورٹ جمع کرانے کی ہدایت کی۔ وکیل صفائی نے دلائل دیتے ہوئے کہا کہ ملزم بے گناہ ہے اور اسے جھوٹے مقدمے میں ملوث کیا گیا ہے۔ سرکاری وکیل نے ضمانت کی مخالفت کی۔ عدالت نے دونوں جانب کے دلائل سننے کے بعد فیصلہ محفوظ کر لیا۔ مقدمے کی مزید سماعت آئندہ تاریخ تک ملتوی کر دی گئی۔ (266, 1055, 348, 1172)
chamber-title: ڈسٹرکٹ (365, 1559, 398, 1569)
chamber-heading (623, 642, 707, 662)
chamber-title: ایڈیشنل سیشن (355, 22, 402, 41)
article-paragraph: کراچی عدالت نے مقدمے کی سماعت کے دوران ملزم کو پیش کرنے کا حکم دیتے ہوئے آئندہ سماعت پر فریقین کو طلب کر لیا۔ عدالت نے تفتیشی افسر کو رپورٹ جمع کرانے کی ہدایت کی۔ وکیل صفائی نے دلائل دیتے ہوئے کہا کہ ملزم بے گناہ ہے اور اسے جھوٹے مقدمے میں ملوث کیا گیا ہے۔ سرکاری وکیل نے ضمانت کی مخالفت کی۔ عدالت نے دونوں جانب کے دلائل سننے کے بعد فیصلہ محفوظ کر لیا۔ مقدمے کی مزید سماعت آئندہ تاریخ تک ملتوی کر دی گئی۔ (266, 1680, 348, 1798)
article-paragraph: کراچی عدالت نے مقدمے کی سماعت کے دوران ملزم کو پیش کرنے کا حکم دیتے ہوئے آئندہ سماعت پر فریقین کو طلب کر لیا۔ عدالت نے تفتیشی افسر کو رپورٹ جمع کرانے کی ہدایت کی۔ وکیل صفائی نے دلائل دیتے ہوئے کہا کہ ملزم بے گناہ ہے اور اسے جھوٹے مقدمے میں ملوث کیا گیا ہے۔ سرکاری وکیل نے ضمانت کی مخالفت کی۔ عدالت نے دونوں جانب کے دلائل سننے کے بعد فیصلہ محفوظ کر لیا۔ مقدمے کی مزید سماعت آئندہ تاریخ تک ملتوی کر دی گئی۔ (444, 1689, 527, 1807)
court-notice: بعدالت سول جج کراچی شرقی مقدمہ نمبر 2024 بنام فریق ثانی ہرگاہ کہ مدعی نے ایک دعویٰ دائر کیا ہے لہذا آپ کو بذریعہ اشتہار مطلع کیا جاتا ہے کہ آپ مورخہ 2024 صبح 8:30 بجے عدالت ہذا میں حاضر ہوں بصورت دیگر یکطرفہ کارروائی عمل میں لائی جائے گی۔ آج مورخہ 29 جولائی 2024 کو میرے دستخط اور مہر عدالت سے جاری کیا گیا۔ (3, 1187, 84, 1281)
article-paragraph: کراچی عدالت نے مقدمے کی سماعت کے دوران ملزم کو پیش کرنے کا حکم دیتے ہوئے آئندہ سماعت پر فریقین کو طلب کر لیا۔ عدالت نے تفتیشی افسر کو رپورٹ جمع کرانے کی ہدایت کی۔ وکیل صفائی نے دلائل دیتے ہوئے کہا کہ ملزم بے گناہ ہے اور اسے جھوٹے مقدمے میں ملوث کیا گیا ہے۔ سرکاری وکیل نے ضمانت کی مخالفت کی۔ عدالت نے دونوں جانب کے دلائل سننے کے بعد فیصلہ محفوظ کر لیا۔ مقدمے کی مزید سماعت آئندہ تاریخ تک ملتوی کر دی گئی۔ (444, 1952, 527, 2069)
article-paragraph: کراچی عدالت نے مقدمے کی سماعت کے دوران ملزم کو پیش کرنے کا حکم دیتے ہوئے آئندہ سماعت پر فریقین کو طلب کر لیا۔ عدالت نے تفتیشی افسر کو رپورٹ جمع کرانے کی ہدایت کی۔ وکیل صفائی نے دلائل دیتے ہوئے کہا کہ ملزم بے گناہ ہے اور اسے جھوٹے مقدمے میں ملوث کیا گیا ہے۔ سرکاری وکیل نے ضمانت کی مخالفت کی۔ عدالت نے دونوں جانب کے دلائل سننے کے بعد فیصلہ محفوظ کر لیا۔ مقدمے کی مزید سماعت آئندہ تاریخ تک ملتوی کر دی گئی۔ (444, 2339, 527, 2456)
article-paragraph: کراچی عدالت نے مقدمے کی سماعت کے دوران ملزم کو پیش کرنے کا حکم دیتے ہوئے آئندہ سماعت پر فریقین کو طلب کر لیا۔ عدالت نے تفتیشی افسر کو رپورٹ جمع کرانے کی ہدایت کی۔ وکیل صفائی نے دلائل دیتے ہوئے کہا کہ ملزم بے گناہ ہے اور اسے جھوٹے مقدمے میں ملوث کیا گیا ہے۔ سرکاری وکیل نے ضمانت کی مخالفت کی۔ عدالت نے دونوں جانب کے دلائل سننے کے بعد فیصلہ محفوظ کر لیا۔ مقدمے کی مزید سماعت آئندہ تاریخ تک ملتوی کر دی گئی۔ (623, 519, 707, 636)
chamber-title: پولیس (555, 1306, 582, 1316)
article-paragraph: کراچی عدالت نے مقدمے کی سماعت کے دوران ملزم کو پیش کرنے کا حکم دیتے ہوئے آئندہ سماعت پر فریقین کو طلب کر لیا۔ عدالت نے تفتیشی افسر کو رپورٹ جمع کرانے کی ہدایت کی۔ وکیل صفائی نے دلائل دیتے ہوئے کہا کہ ملزم بے گناہ ہے اور اسے جھوٹے مقدمے میں ملوث کیا گیا ہے۔ سرکاری وکیل نے ضمانت کی مخالفت کی۔ عدالت نے دونوں جانب کے دلائل سننے کے بعد فیصلہ محفوظ کر لیا۔ مقدمے کی مزید سماعت آئندہ تاریخ تک ملتوی کر دی گئی۔ (354, 1943, 437, 2059)
article-paragraph: کراچی عدالت نے مقدمے کی سماعت کے دوران ملزم کو پیش کرنے کا حکم دیتے ہوئے آئندہ سماعت پر فریقین کو طلب کر لیا۔ عدالت نے تفتیشی افسر کو رپورٹ جمع کرانے کی ہدایت کی۔ وکیل صفائی نے دلائل دیتے ہوئے کہا کہ ملزم بے گناہ ہے اور اسے جھوٹے مقدمے میں ملوث کیا گیا ہے۔ سرکاری وکیل نے ضمانت کی مخالفت کی۔ عدالت نے دونوں جانب کے دلائل سننے کے بعد فیصلہ محفوظ کر لیا۔ مقدمے کی مزید سماعت آئندہ تاریخ تک ملتوی کر دی گئی۔ (623, 1020, 707, 1137)
chamber-heading (447, 2327, 527, 2338)
court-notice: بعدالت سول جج کراچی شرقی مقدمہ نمبر 2024 بنام فریق ثانی ہرگاہ کہ مدعی نے ایک دعویٰ دائر کیا ہے لہذا آپ کو بذریعہ اشتہار مطلع کیا جاتا ہے کہ آپ مورخہ 2024 صبح 8:30 بجے عدالت ہذا میں حاضر ہوں بصورت دیگر یکطرفہ کارروائی عمل میں لائی جائے گی۔ آج مورخہ 29 جولائی 2024 کو میرے دستخط اور مہر عدالت سے جاری کیا گیا۔ (91, 978, 172, 1071)
chamber-title: عدالت شرقی (625, 1262, 672, 1271)
court-notice: بعدالت سول جج کراچی شرقی مقدمہ نمبر 2024 بنام فریق ثانی ہرگاہ کہ مدعی نے ایک دعویٰ دائر کیا ہے لہذا آپ کو بذریعہ اشتہار مطلع کیا جاتا ہے کہ آپ مورخہ 2024 صبح 8:30 بجے عدالت ہذا میں حاضر ہوں بصورت دیگر یکطرفہ کارروائی عمل میں لائی جائے گی۔ آج مورخہ 29 جولائی 2024 کو میرے دستخط اور مہر عدالت سے جاری کیا گیا۔ (178, 215, 260, 309)
notice-code: Best-28 (178, 1256, 197, 1262)
article-paragraph: کراچی عدالت نے مقدمے کی سماعت کے دوران ملزم کو پیش کرنے کا حکم دیتے ہوئے آئندہ سماعت پر فریقین کو طلب کر لیا۔ عدالت نے تفتیشی افسر کو رپورٹ جمع کرانے کی ہدایت کی۔ وکیل صفائی نے دلائل دیتے ہوئے کہا کہ ملزم بے گناہ ہے اور اسے جھوٹے مقدمے میں ملوث کیا گیا ہے۔ سرکاری وکیل نے ضمانت کی مخالفت کی۔ عدالت نے دونوں جانب کے دلائل سننے کے بعد فیصلہ محفوظ کر لیا۔ مقدمے کی مزید سماعت آئندہ تاریخ تک ملتوی کر دی گئی۔ (623, 281, 707, 399)
article-paragraph: کراچی عدالت نے مقدمے کی سماعت کے دوران ملزم کو پیش کرنے کا حکم دیتے ہوئے آئندہ سماعت پر فریقین کو طلب کر لیا۔ عدالت نے تفتیشی افسر کو رپورٹ جمع کرانے کی ہدایت کی۔ وکیل صفائی نے دلائل دیتے ہوئے کہا کہ ملزم بے گناہ ہے اور اسے جھوٹے مقدمے میں ملوث کیا گیا ہے۔ سرکاری وکیل نے ضمانت کی مخالفت کی۔ عدالت نے دونوں جانب کے دلائل سننے کے بعد فیصلہ محفوظ کر لیا۔ مقدمے کی مزید سماعت آئندہ تاریخ تک ملتوی کر دی گئی۔ (533, 931, 617, 1048)
chamber-heading (540, 1812, 617, 1823)
article-paragraph: کراچی عدالت نے مقدمے کی سماعت کے دوران ملزم کو پیش کرنے کا حکم دیتے ہوئے آئندہ سماعت پر فریقین کو طلب کر لیا۔ عدالت نے تفتیشی افسر کو رپورٹ جمع کرانے کی ہدایت کی۔ وکیل صفائی نے دلائل دیتے ہوئے کہا کہ ملزم بے گناہ ہے اور اسے جھوٹے مقدمے میں ملوث کیا گیا ہے۔ سرکاری وکیل نے ضمانت کی مخالفت کی۔ عدالت نے دونوں جانب کے دلائل سننے کے بعد فیصلہ محفوظ کر لیا۔ مقدمے کی مزید سماعت آئندہ تاریخ تک ملتوی کر دی گئی۔ (444, 921, 527, 1038)
court-notice: بعدالت سول جج کراچی شرقی مقدمہ نمبر 2024 بنام فریق ثانی ہرگاہ کہ مدعی نے ایک دعویٰ دائر کیا ہے لہذا آپ کو بذریعہ اشتہار مطلع کیا جاتا ہے کہ آپ مورخہ 2024 صبح 8:30 بجے عدالت ہذا میں حاضر ہوں بصورت دیگر یکطرفہ کارروائی عمل میں لائی جائے گی۔ آج مورخہ 29 جولائی 2024 کو میرے دستخط اور مہر عدالت سے جاری کیا گیا۔ (3, 768, 84, 861)
article-paragraph: کراچی عدالت نے مقدمے کی سماعت کے دوران ملزم کو پیش کرنے کا حکم دیتے ہوئے آئندہ سماعت پر فریقین کو طلب کر لیا۔ عدالت نے تفتیشی افسر کو رپورٹ جمع کرانے کی ہدایت کی۔ وکیل صفائی نے دلائل دیتے ہوئے کہا کہ ملزم بے گناہ ہے اور اسے جھوٹے مقدمے میں ملوث کیا گیا ہے۔ سرکاری وکیل نے ضمانت کی مخالفت کی۔ عدالت نے دونوں جانب کے دلائل سننے کے بعد فیصلہ محفوظ کر لیا۔ مقدمے کی مزید سماعت آئندہ تاریخ تک ملتوی کر دی گئی۔ (444, 1055, 527, 1172)
notice-code: Best-28 (91, 130, 110, 136)
chamber-title: ایڈیشنل (277, 790, 308, 800)
chamber-number: چیمبر 19 (487, 1812, 526, 1832)
article-paragraph: کراچی عدالت نے مقدمے کی سماعت کے دوران ملزم کو پیش کرنے کا حکم دیتے ہوئے آئندہ سماعت پر فریقین کو طلب کر لیا۔ عدالت نے تفتیشی افسر کو رپورٹ جمع کرانے کی ہدایت کی۔ وکیل صفائی نے دلائل دیتے ہوئے کہا کہ ملزم بے گناہ ہے اور اسے جھوٹے مقدمے میں ملوث کیا گیا ہے۔ سرکاری وکیل نے ضمانت کی مخالفت کی۔ عدالت نے دونوں جانب کے دلائل سننے کے بعد فیصلہ محفوظ کر لیا۔ مقدمے کی مزید سماعت آئندہ تاریخ تک ملتوی کر دی گئی۔ (266, 296, 348, 414)
court-notice: بعدالت سول جج کراچی شرقی مقدمہ نمبر 2024 بنام فریق ثانی ہرگاہ کہ مدعی نے ایک دعویٰ دائر کیا ہے لہذا آپ کو بذریعہ اشتہار مطلع کیا جاتا ہے کہ آپ مورخہ 2024 صبح 8:30 بجے عدالت ہذا میں حاضر ہوں بصورت دیگر یکطرفہ کارروائی عمل میں لائی جائے گی۔ آج مورخہ 29 جولائی 2024 کو میرے دستخط اور مہر عدالت سے جاری کیا گیا۔ (91, 243, 172, 337)
chamber-number: چیمبر 1 (677, 22, 706, 41)
chamber-heading (462, 1043, 527, 1054)
chamber-heading (624, 1261, 707, 1272)
chamber-number: چیمبر 5 (582, 285, 616, 304)
chamber-heading (555, 1305, 617, 1316)
notice-code: Best-29 (3, 759, 22, 765)
chamber-number: چیمبر 8 (582, 1053, 616, 1063)
court-notice: بعدالت سول جج کراچی شرقی مقدمہ نمبر 2024 بنام فریق ثانی ہرگاہ کہ مدعی نے ایک دعویٰ دائر کیا ہے لہذا آپ کو بذریعہ اشتہار مطلع کیا جاتا ہے کہ آپ مورخہ 2024 صبح 8:30 بجے عدالت ہذا میں حاضر ہوں بصورت دیگر یکطرفہ کارروائی عمل میں لائی جائے گی۔ آج مورخہ 29 جولائی 2024 کو میرے دستخط اور مہر عدالت سے جاری کیا گیا۔ (178, 1264, 260, 1358)
notice-column-1 (0, 18, 87, 1311)
chamber-title: مجسٹریٹ (450, 2075, 487, 2085)
chamber-number: چیمبر 17 (487, 1297, 526, 1306)
court-notice: بعدالت سول جج کراچی شرقی مقدمہ نمبر 2024 بنام فریق ثانی ہرگاہ کہ مدعی نے ایک دعویٰ دائر کیا ہے لہذا آپ کو بذریعہ اشتہار مطلع کیا جاتا ہے کہ آپ مورخہ 2024 صبح 8:30 بجے عدالت ہذا میں حاضر ہوں بصورت دیگر یکطرفہ کارروائی عمل میں لائی جائے گی۔ آج مورخہ 29 جولائی 2024 کو میرے دستخط اور مہر عدالت سے جاری کیا گیا۔ (178, 320, 260, 414)
article-paragraph: کراچی عدالت نے مقدمے کی سماعت کے دوران ملزم کو پیش کرنے کا حکم دیتے ہوئے آئندہ سماعت پر فریقین کو طلب کر لیا۔ عدالت نے تفتیشی افسر کو رپورٹ جمع کرانے کی ہدایت کی۔ وکیل صفائی نے دلائل دیتے ہوئے کہا کہ ملزم بے گناہ ہے اور اسے جھوٹے مقدمے میں ملوث کیا گیا ہے۔ سرکاری وکیل نے ضمانت کی مخالفت کی۔ عدالت نے دونوں جانب کے دلائل سننے کے بعد فیصلہ محفوظ کر لیا۔ مقدمے کی مزید سماعت آئندہ تاریخ تک ملتوی کر دی گئی۔ (623, 44, 707, 161)
notice-code: Best-18 (91, 969, 110, 975)
article-paragraph: کراچی عدالت نے مقدمے کی سماعت کے دوران ملزم کو پیش کرنے کا حکم دیتے ہوئے آئندہ سماعت پر فریقین کو طلب کر لیا۔ عدالت نے تفتیشی افسر کو رپورٹ جمع کرانے کی ہدایت کی۔ وکیل صفائی نے دلائل دیتے ہوئے کہا کہ ملزم بے گناہ ہے اور اسے جھوٹے مقدمے میں ملوث کیا گیا ہے۔ سرکاری وکیل نے ضمانت کی مخالفت کی۔ عدالت نے دونوں جانب کے دلائل سننے کے بعد فیصلہ محفوظ کر لیا۔ مقدمے کی مزید سماعت آئندہ تاریخ تک ملتوی کر دی گئی۔ (444, 2205, 527, 2322)
chamber-title: ایسٹ (462, 1043, 487, 1053)
chamber-number: چیمبر 9 (582, 1306, 616, 1316)
chamber-heading (281, 1043, 348, 1054)
article-paragraph: کراچی عدالت نے مقدمے کی سماعت کے دوران ملزم کو پیش کرنے کا حکم دیتے ہوئے آئندہ سماعت پر فریقین کو طلب کر لیا۔ عدالت نے تفتیشی افسر کو رپورٹ جمع کرانے کی ہدایت کی۔ وکیل صفائی نے دلائل دیتے ہوئے کہا کہ ملزم بے گناہ ہے اور اسے جھوٹے مقدمے میں ملوث کیا گیا ہے۔ سرکاری وکیل نے ضمانت کی مخالفت کی۔ عدالت نے دونوں جانب کے دلائل سننے کے بعد فیصلہ محفوظ کر لیا۔ مقدمے کی مزید سماعت آئندہ تاریخ تک ملتوی کر دی گئی۔ (354, 1436, 437, 1554)
article-paragraph: کراچی عدالت نے مقدمے کی سماعت کے دوران ملزم کو پیش کرنے کا حکم دیتے ہوئے آئندہ سماعت پر فریقین کو طلب کر لیا۔ عدالت نے تفتیشی افسر کو رپورٹ جمع کرانے کی ہدایت کی۔ وکیل صفائی نے دلائل دیتے ہوئے کہا کہ ملزم بے گناہ ہے اور اسے جھوٹے مقدمے میں ملوث کیا گیا ہے۔ سرکاری وکیل نے ضمانت کی مخالفت کی۔ عدالت نے دونوں جانب کے دلائل سننے کے بعد فیصلہ محفوظ کر لیا۔ مقدمے کی مزید سماعت آئندہ تاریخ تک ملتوی کر دی گئی۔ (533, 1184, 617, 1301)
article-paragraph: کراچی عدالت نے مقدمے کی سماعت کے دوران ملزم کو پیش کرنے کا حکم دیتے ہوئے آئندہ سماعت پر فریقین کو طلب کر لیا۔ عدالت نے تفتیشی افسر کو رپورٹ جمع کرانے کی ہدایت کی۔ وکیل صفائی نے دلائل دیتے ہوئے کہا کہ ملزم بے گناہ ہے اور اسے جھوٹے مقدمے میں ملوث کیا گیا ہے۔ سرکاری وکیل نے ضمانت کی مخالفت کی۔ عدالت نے دونوں جانب کے دلائل سننے کے بعد فیصلہ محفوظ کر لیا۔ مقدمے کی مزید سماعت آئندہ تاریخ تک ملتوی کر دی گئی۔ (354, 549, 437, 666)
notice-code: Crown (178, 207, 195, 213)
chamber-number: چیمبر 20 (487, 2075, 526, 2085)
notice-code: Best-31 (91, 340, 110, 346)
article-paragraph: کراچی عدالت نے مقدمے کی سماعت کے دوران ملزم کو پیش کرنے کا حکم دیتے ہوئے آئندہ سماعت پر فریقین کو طلب کر لیا۔ عدالت نے تفتیشی افسر کو رپورٹ جمع کرانے کی ہدایت کی۔ وکیل صفائی نے دلائل دیتے ہوئے کہا کہ ملزم بے گناہ ہے اور اسے جھوٹے مقدمے میں ملوث کیا گیا ہے۔ سرکاری وکیل نے ضمانت کی مخالفت کی۔ عدالت نے دونوں جانب کے دلائل سننے کے بعد فیصلہ محفوظ کر لیا۔ مقدمے کی مزید سماعت آئندہ تاریخ تک ملتوی کر دی گئی۔ (354, 44, 437, 161)
notice-code: Best-24 (178, 836, 197, 842)
article-paragraph: کراچی عدالت نے مقدمے کی سماعت کے دوران ملزم کو پیش کرنے کا حکم دیتے ہوئے آئندہ سماعت پر فریقین کو طلب کر لیا۔ عدالت نے تفتیشی افسر کو رپورٹ جمع کرانے کی ہدایت کی۔ وکیل صفائی نے دلائل دیتے ہوئے کہا کہ ملزم بے گناہ ہے اور اسے جھوٹے مقدمے میں ملوث کیا گیا ہے۔ سرکاری وکیل نے ضمانت کی مخالفت کی۔ عدالت نے دونوں جانب کے دلائل سننے کے بعد فیصلہ محفوظ کر لیا۔ مقدمے کی مزید سماعت آئندہ تاریخ تک ملتوی کر دی گئی۔ (266, 802, 348, 919)
chamber-heading (365, 1558, 438, 1570)
article-paragraph: کراچی عدالت نے مقدمے کی سماعت کے دوران ملزم کو پیش کرنے کا حکم دیتے ہوئے آئندہ سماعت پر فریقین کو طلب کر لیا۔ عدالت نے تفتیشی افسر کو رپورٹ جمع کرانے کی ہدایت کی۔ وکیل صفائی نے دلائل دیتے ہوئے کہا کہ ملزم بے گناہ ہے اور اسے جھوٹے مقدمے میں ملوث کیا گیا ہے۔ سرکاری وکیل نے ضمانت کی مخالفت کی۔ عدالت نے دونوں جانب کے دلائل سننے کے بعد فیصلہ محفوظ کر لیا۔ مقدمے کی مزید سماعت آئندہ تاریخ تک ملتوی کر دی گئی۔ (266, 668, 348, 785)
chamber-title: مجسٹریٹ (541, 1812, 578, 1822)
notice-code: Best-25 (178, 941, 197, 947)
news-text (533, 19, 617, 2059)
notice-code: Best-26 (178, 1046, 197, 1052)
news-text (266, 19, 348, 2050)
chamber-number: چیمبر 37 (308, 1803, 347, 1812)
chamber-number: چیمبر 36 (308, 1550, 347, 1559)
chamber-title: جوڈیشل (276, 1297, 308, 1306)
chamber-title: سینئر سول (357, 790, 398, 800)
article-paragraph: کراچی عدالت نے مقدمے کی سماعت کے دوران ملزم کو پیش کرنے کا حکم دیتے ہوئے آئندہ سماعت پر فریقین کو طلب کر لیا۔ عدالت نے تفتیشی افسر کو رپورٹ جمع کرانے کی ہدایت کی۔ وکیل صفائی نے دلائل دیتے ہوئے کہا کہ ملزم بے گناہ ہے اور اسے جھوٹے مقدمے میں ملوث کیا گیا ہے۔ سرکاری وکیل نے ضمانت کی مخالفت کی۔ عدالت نے دونوں جانب کے دلائل سننے کے بعد فیصلہ محفوظ کر لیا۔ مقدمے کی مزید سماعت آئندہ تاریخ تک ملتوی کر دی گئی۔ (533, 812, 617, 929)
chamber-heading (371, 537, 437, 548)
gavel-icon: ⚖ (231, 99, 238, 107)
article-paragraph: کراچی عدالت نے مقدمے کی سماعت کے دوران ملزم کو پیش کرنے کا حکم دیتے ہوئے آئندہ سماعت پر فریقین کو طلب کر لیا۔ عدالت نے تفتیشی افسر کو رپورٹ جمع کرانے کی ہدایت کی۔ وکیل صفائی نے دلائل دیتے ہوئے کہا کہ ملزم بے گناہ ہے اور اسے جھوٹے مقدمے میں ملوث کیا گیا ہے۔ سرکاری وکیل نے ضمانت کی مخالفت کی۔ عدالت نے دونوں جانب کے دلائل سننے کے بعد فیصلہ محفوظ کر لیا۔ مقدمے کی مزید سماعت آئندہ تاریخ تک ملتوی کر دی گئی۔ (354, 296, 437, 414)
article-paragraph: کراچی عدالت نے مقدمے کی سماعت کے دوران ملزم کو پیش کرنے کا حکم دیتے ہوئے آئندہ سماعت پر فریقین کو طلب کر لیا۔ عدالت نے تفتیشی افسر کو رپورٹ جمع کرانے کی ہدایت کی۔ وکیل صفائی نے دلائل دیتے ہوئے کہا کہ ملزم بے گناہ ہے اور اسے جھوٹے مقدمے میں ملوث کیا گیا ہے۔ سرکاری وکیل نے ضمانت کی مخالفت کی۔ عدالت نے دونوں جانب کے دلائل سننے کے بعد فیصلہ محفوظ کر لیا۔ مقدمے کی مزید سماعت آئندہ تاریخ تک ملتوی کر دی گئی۔ (266, 921, 348, 1038)
court-notice: بعدالت سول جج کراچی شرقی مقدمہ نمبر 2024 بنام فریق ثانی ہرگاہ کہ مدعی نے ایک دعویٰ دائر کیا ہے لہذا آپ کو بذریعہ اشتہار مطلع کیا جاتا ہے کہ آپ مورخہ 2024 صبح 8:30 بجے عدالت ہذا میں حاضر ہوں بصورت دیگر یکطرفہ کارروائی عمل میں لائی جائے گی۔ آج مورخہ 29 جولائی 2024 کو میرے دستخط اور مہر عدالت سے جاری کیا گیا۔ (178, 635, 260, 729)
notice-code: Best-33 (91, 550, 110, 555)
chamber-heading (444, 275, 527, 295)
chamber-title: نادرا ملازمین (537, 548, 582, 557)
article-paragraph: کراچی عدالت نے مقدمے کی سماعت کے دوران ملزم کو پیش کرنے کا حکم دیتے ہوئے آئندہ سماعت پر فریقین کو طلب کر لیا۔ عدالت نے تفتیشی افسر کو رپورٹ جمع کرانے کی ہدایت کی۔ وکیل صفائی نے دلائل دیتے ہوئے کہا کہ ملزم بے گناہ ہے اور اسے جھوٹے مقدمے میں ملوث کیا گیا ہے۔ سرکاری وکیل نے ضمانت کی مخالفت کی۔ عدالت نے دونوں جانب کے دلائل سننے کے بعد فیصلہ محفوظ کر لیا۔ مقدمے کی مزید سماعت آئندہ تاریخ تک ملتوی کر دی گئی۔ (354, 1065, 437, 1182)
article-paragraph: کراچی عدالت نے مقدمے کی سماعت کے دوران ملزم کو پیش کرنے کا حکم دیتے ہوئے آئندہ سماعت پر فریقین کو طلب کر لیا۔ عدالت نے تفتیشی افسر کو رپورٹ جمع کرانے کی ہدایت کی۔ وکیل صفائی نے دلائل دیتے ہوئے کہا کہ ملزم بے گناہ ہے اور اسے جھوٹے مقدمے میں ملوث کیا گیا ہے۔ سرکاری وکیل نے ضمانت کی مخالفت کی۔ عدالت نے دونوں جانب کے دلائل سننے کے بعد فیصلہ محفوظ کر لیا۔ مقدمے کی مزید سماعت آئندہ تاریخ تک ملتوی کر دی گئی۔ (533, 425, 617, 542)
notice-code: Crown (91, 654, 107, 660)
chamber-number: چیمبر 23 (398, 285, 436, 295)
court-notice: بعدالت سول جج کراچی شرقی مقدمہ نمبر 2024 بنام فریق ثانی ہرگاہ کہ مدعی نے ایک دعویٰ دائر کیا ہے لہذا آپ کو بذریعہ اشتہار مطلع کیا جاتا ہے کہ آپ مورخہ 2024 صبح 8:30 بجے عدالت ہذا میں حاضر ہوں بصورت دیگر یکطرفہ کارروائی عمل میں لائی جائے گی۔ آج مورخہ 29 جولائی 2024 کو میرے دستخط اور مہر عدالت سے جاری کیا گیا۔ (91, 349, 172, 442)
classified-ad-title: مختصر اشتہارات (176, 24, 260, 40)
chamber-heading (356, 790, 437, 801)
chamber-heading (356, 1305, 437, 1316)
chamber-heading (363, 284, 437, 295)
article-paragraph: کراچی عدالت نے مقدمے کی سماعت کے دوران ملزم کو پیش کرنے کا حکم دیتے ہوئے آئندہ سماعت پر فریقین کو طلب کر لیا۔ عدالت نے تفتیشی افسر کو رپورٹ جمع کرانے کی ہدایت کی۔ وکیل صفائی نے دلائل دیتے ہوئے کہا کہ ملزم بے گناہ ہے اور اسے جھوٹے مقدمے میں ملوث کیا گیا ہے۔ سرکاری وکیل نے ضمانت کی مخالفت کی۔ عدالت نے دونوں جانب کے دلائل سننے کے بعد فیصلہ محفوظ کر لیا۔ مقدمے کی مزید سماعت آئندہ تاریخ تک ملتوی کر دی گئی۔ (266, 1561, 348, 1678)
chamber-number: چیمبر 29 (398, 1812, 436, 1822)
article-paragraph: کراچی عدالت نے مقدمے کی سماعت کے دوران ملزم کو پیش کرنے کا حکم دیتے ہوئے آئندہ سماعت پر فریقین کو طلب کر لیا۔ عدالت نے تفتیشی افسر کو رپورٹ جمع کرانے کی ہدایت کی۔ وکیل صفائی نے دلائل دیتے ہوئے کہا کہ ملزم بے گناہ ہے اور اسے جھوٹے مقدمے میں ملوث کیا گیا ہے۔ سرکاری وکیل نے ضمانت کی مخالفت کی۔ عدالت نے دونوں جانب کے دلائل سننے کے بعد فیصلہ محفوظ کر لیا۔ مقدمے کی مزید سماعت آئندہ تاریخ تک ملتوی کر دی گئی۔ (444, 1570, 527, 1688)
chamber-number: چیمبر 3 (672, 1262, 706, 1271)
court-notice: بعدالت سول جج کراچی شرقی مقدمہ نمبر 2024 بنام فریق ثانی ہرگاہ کہ مدعی نے ایک دعویٰ دائر کیا ہے لہذا آپ کو بذریعہ اشتہار مطلع کیا جاتا ہے کہ آپ مورخہ 2024 صبح 8:30 بجے عدالت ہذا میں حاضر ہوں بصورت دیگر یکطرفہ کارروائی عمل میں لائی جائے گی۔ آج مورخہ 29 جولائی 2024 کو میرے دستخط اور مہر عدالت سے جاری کیا گیا۔ (3, 978, 84, 1071)
